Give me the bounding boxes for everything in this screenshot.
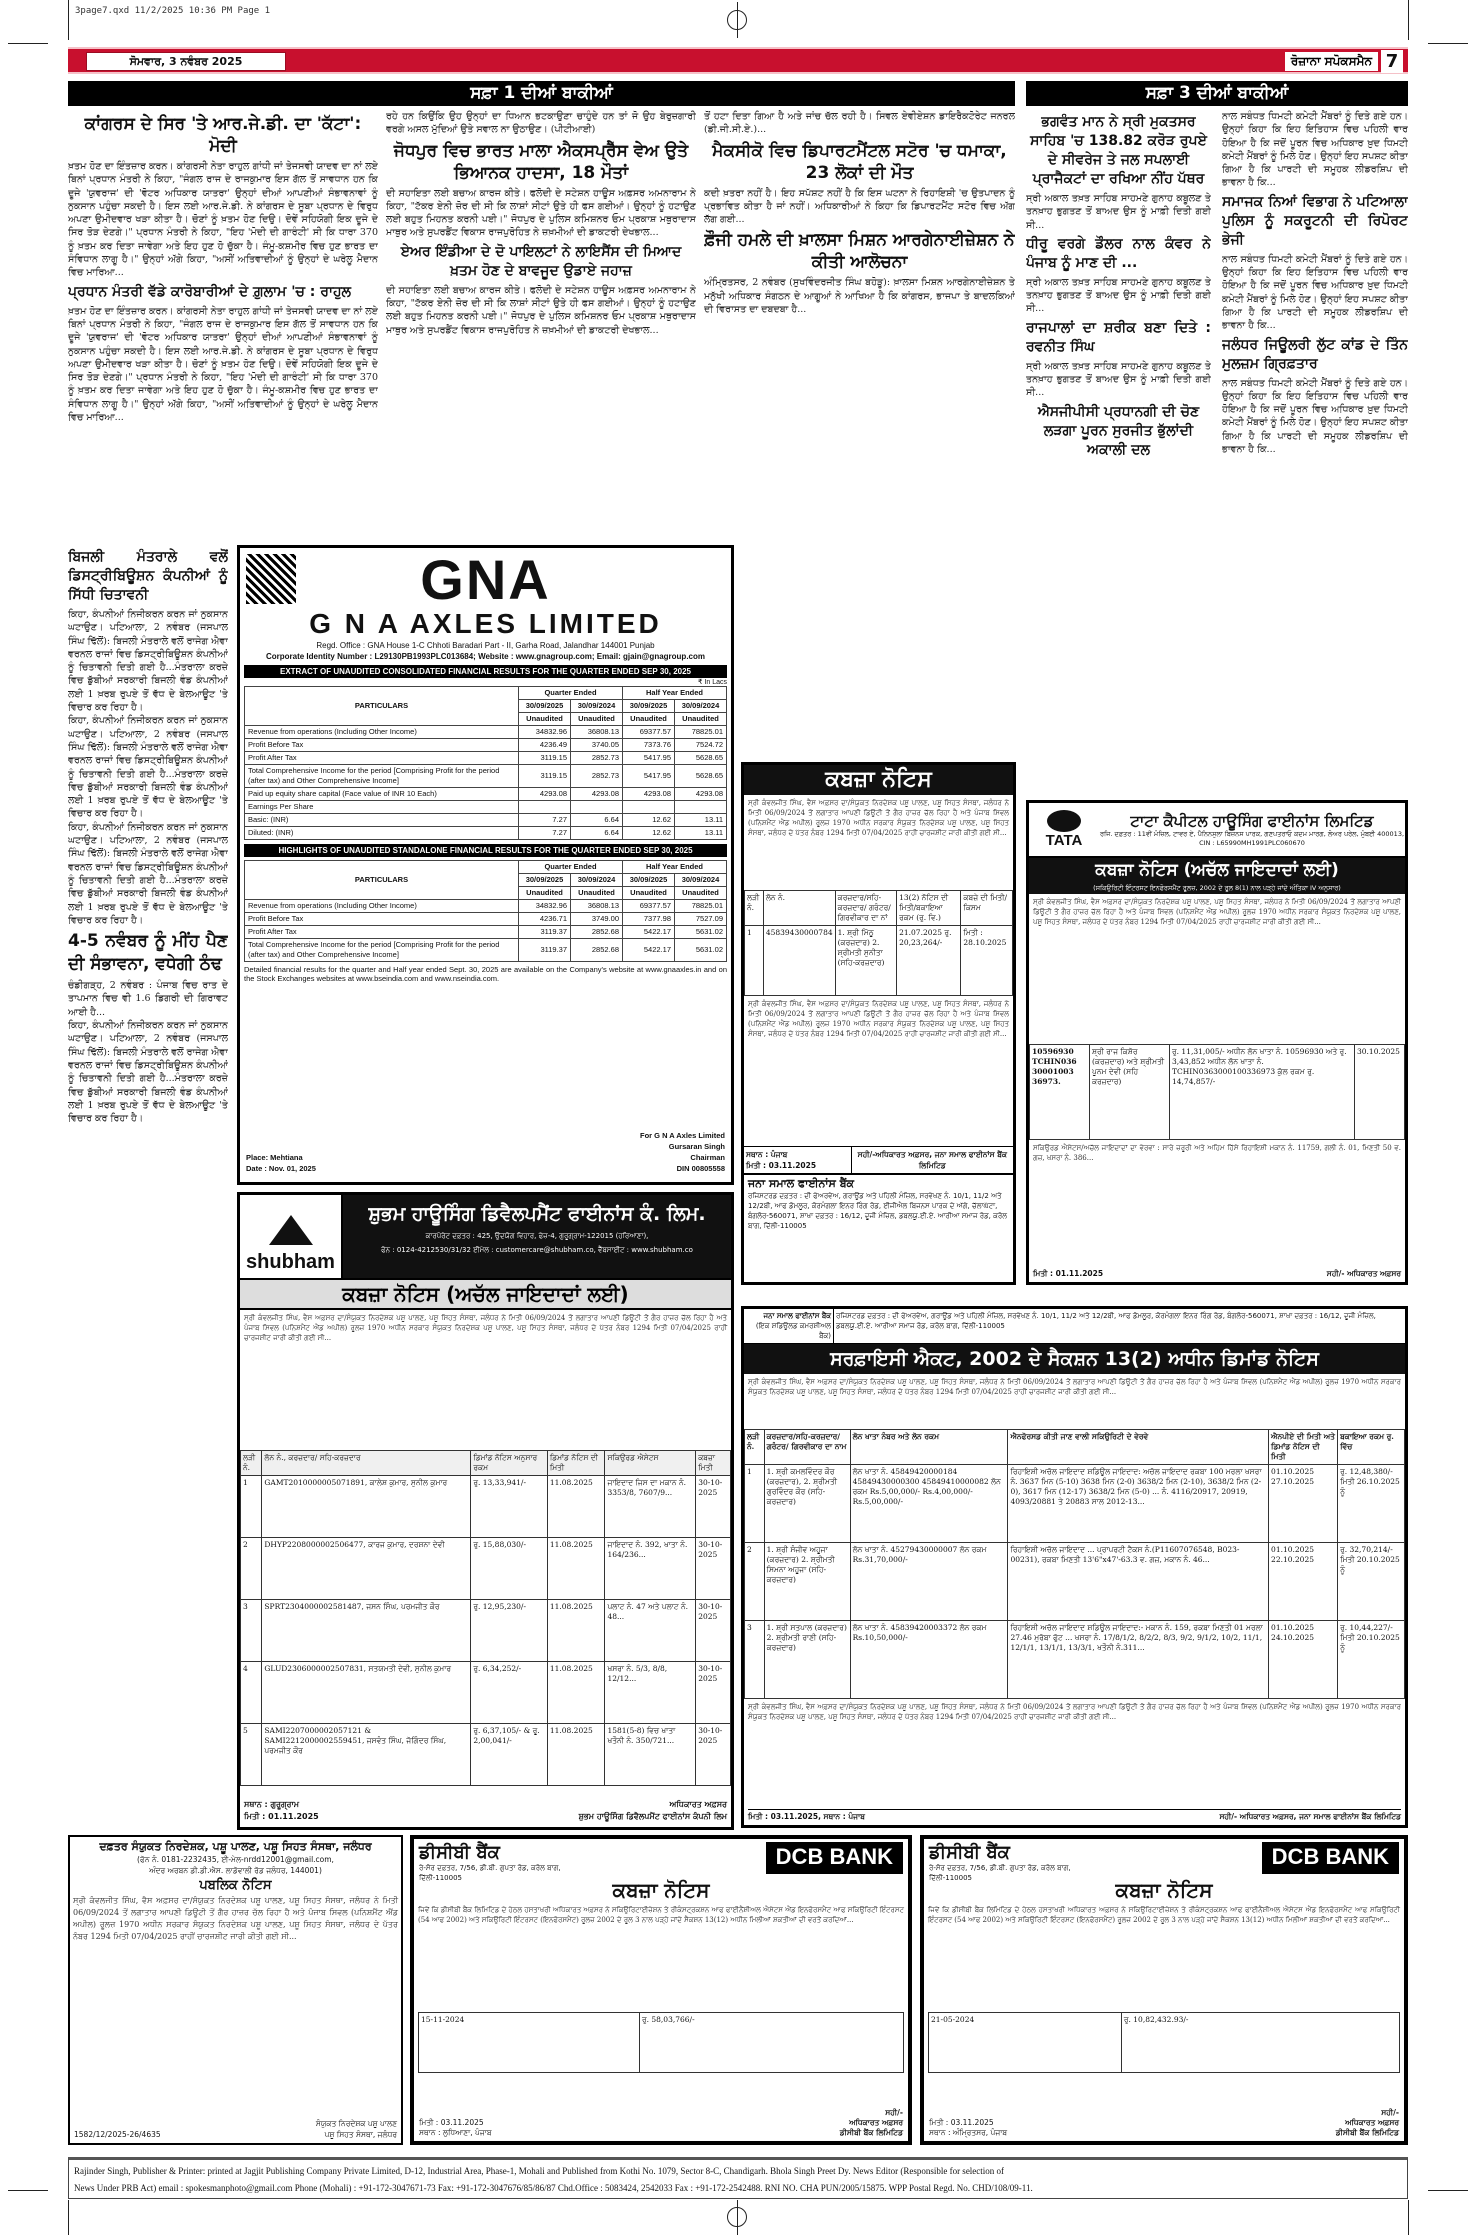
- article-body: ਨਾਲ ਸਬੰਧਤ ਧਿਮਟੀ ਕਮੇਟੀ ਮੈਂਬਰਾਂ ਨੂੰ ਦਿਤੇ ਗਏ ਹਨ। ਉਨ੍ਹਾਂ ਕਿਹਾ ਕਿ ਇਹ ਇਤਿਹਾਸ ਵਿਚ ਪਹਿਲੀ ਵਾਰ ਹੋਇਆ ਹੈ ਕਿ ਜਦੋਂ ਪੂਰਨ ਵਿਚ ਅਧਿਕਾਰ ਖ਼ੁਦ ਧਿਮਟੀ ਕਮੇਟੀ ਮੈਂਬਰਾਂ ਨੂੰ ਮਿਲੇ ਹੋਣ। ਉਨ੍ਹਾਂ ਇਹ ਸਪਸ਼ਟ ਕੀਤਾ ਗਿਆ ਹੈ ਕਿ ਪਾਰਟੀ ਦੀ ਸਮੂਹਕ ਲੀਡਰਸ਼ਿਪ ਦੀ ਭਾਵਨਾ ਹੈ ਕਿ...: [1222, 253, 1408, 332]
- table-row: 3 1. ਸ਼੍ਰੀ ਸਤਪਾਲ (ਕਰਜ਼ਦਾਰ) 2. ਸ਼੍ਰੀਮਤੀ ਰਾਣੀ (ਸਹਿ-ਕਰਜ਼ਦਾਰ) ਲੋਨ ਖਾਤਾ ਨੰ. 45839420003372 ਲੋਨ ਰਕਮ Rs.10,50,000/- ਰਿਹਾਇਸ਼ੀ ਅਚੱਲ ਜਾਇਦਾਦ ਸ਼ਡਿਊਲ ਜਾਇਦਾਦ:- ਮਕਾਨ ਨੰ. 159, ਰਕਬਾ ਮਿਣਤੀ 01 ਮਰਲਾ 27.46 ਮੁਰੱਬਾ ਫੁੱਟ ... ਖਸਰਾ ਨੰ. 17/8/1/2, 8/2/2, 8/3, 9/2, 9/1/2, 10/2, 11/1, 12/1/1, 13/1/1, 13/3/1, ਖਤੌਨੀ ਨੰ.311... 01.10.2025 24.10.2025 ਰੁ. 10,44,227/- ਮਿਤੀ 20.10.2025 ਨੂੰ: [745, 1621, 1405, 1699]
- article-body: ਦੀ ਸਹਾਇਤਾ ਲਈ ਬਚਾਅ ਕਾਰਜ ਕੀਤੇ। ਫਲੋਦੀ ਦੇ ਸਟੇਸ਼ਨ ਹਾਊਸ ਅਫ਼ਸਰ ਅਮਨਾਰਾਮ ਨੇ ਕਿਹਾ, "ਟੱਕਰ ਏਨੀ ਜ਼ੋਰ ਦੀ ਸੀ ਕਿ ਲਾਸ਼ਾਂ ਸੀਟਾਂ ਉਤੇ ਹੀ ਫਸ ਗਈਆਂ। ਉਨ੍ਹਾਂ ਨੂੰ ਹਟਾਉਣ ਲਈ ਬਹੁਤ ਮਿਹਨਤ ਕਰਨੀ ਪਈ।" ਜੋਧਪੁਰ ਦੇ ਪੁਲਿਸ ਕਮਿਸ਼ਨਰ ਓਮ ਪ੍ਰਕਾਸ਼ ਮਥੁਰਾਦਾਸ ਮਾਥੁਰ ਅਤੇ ਸੁਪਰਡੈਂਟ ਵਿਕਾਸ ਰਾਜਪੁਰੋਹਿਤ ਨੇ ਜ਼ਖ਼ਮੀਆਂ ਦੀ ਡਾਕਟਰੀ ਦੇਖਭਾਲ...: [386, 284, 696, 336]
- table-row: Paid up equity share capital (Face value of INR 10 Each) 4293.08 4293.08 4293.08 4293.08: [245, 788, 727, 801]
- printer-slug: 3page7.qxd 11/2/2025 10:36 PM Page 1: [75, 6, 271, 16]
- office-header: ਦਫ਼ਤਰ ਸੰਯੁਕਤ ਨਿਰਦੇਸ਼ਕ, ਪਸ਼ੂ ਪਾਲਣ, ਪਸ਼ੂ ਸਿਹਤ ਸੰਸਥਾ, ਜਲੰਧਰ: [99, 1840, 372, 1853]
- crop-mark: [8, 2190, 48, 2191]
- possession-table: 15-11-2024 ਰੁ. 58,03,766/-: [418, 2012, 904, 2073]
- dcb-notice-2: ਡੀਸੀਬੀ ਬੈਂਕ ਰੇ-ਸੋਰ ਦਫ਼ਤਰ, 7/56, ਡੀ.ਬੀ. ਗੁਪਤਾ ਰੋਡ, ਕਰੋਲ ਬਾਗ, ਦਿੱਲੀ-110005 DCB BANK ਕਬਜ਼ਾ ਨੋਟਿਸ ਜਿਵੇਂ ਕਿ ਡੀਸੀਬੀ ਬੈਂਕ ਲਿਮਿਟਿਡ ਦੇ ਹੇਠਲ ਹਸਤਾਖਰੀ ਅਧਿਕਾਰਤ ਅਫ਼ਸਰ ਨੇ ਸਕਿਉਰਿਟਾਈਜ਼ੇਸ਼ਨ ਤੇ ਰੀਕੰਸਟ੍ਰਕਸ਼ਨ ਆਫ ਫਾਈਨੈਂਸ਼ੀਅਲ ਐਸੇਟਸ ਐਂਡ ਇਨਫੋਰਸਮੈਂਟ ਆਫ ਸਕਿਉਰਿਟੀ ਇੰਟਰਸਟ (54 ਆਫ 2002) ਅਤੇ ਸਕਿਉਰਿਟੀ ਇੰਟਰਸਟ (ਇਨਫੋਰਸਮੈਂਟ) ਰੂਲਜ਼ 2002 ਦੇ ਰੂਲ 3 ਨਾਲ ਪੜ੍ਹੇ ਜਾਂਦੇ ਸੈਕਸ਼ਨ 13(12) ਅਧੀਨ ਮਿਲੀਆਂ ਸ਼ਕਤੀਆਂ ਦੀ ਵਰਤੋਂ ਕਰਦਿਆਂ... 21-05-2024 ਰੁ. 10,82,432.93/- ਮਿਤੀ : 03.11.2025 ਸਥਾਨ : ਅੰਮ੍ਰਿਤਸਰ, ਪੰਜਾਬ ਸਹੀ/- ਅਧਿਕਾਰਤ ਅਫ਼ਸਰ ਡੀਸੀਬੀ ਬੈਂਕ ਲਿਮਿਟਿਡ: [920, 1835, 1408, 2145]
- table-row: 1 GAMT2010000005071891, ਕਾਲੇਸ਼ ਕੁਮਾਰ, ਸੁਨੀਲ ਕੁਮਾਰ ਰੁ. 13,33,941/- 11.08.2025 ਜਾਇਦਾਦ ਜਿਸ ਦਾ ਮਕਾਨ ਨੰ. 3353/8, 7607/9... 30-10-2025: [241, 1476, 731, 1538]
- tata-capital-ad: [1026, 800, 1408, 1285]
- page-number: 7: [1381, 50, 1403, 73]
- notice-body: ਸ੍ਰੀ ਕੰਵਲਜੀਤ ਸਿੰਘ, ਵੈਸ ਅਫ਼ਸਰ ਦਾ/ਸੰਯੁਕਤ ਨਿਰਦੇਸ਼ਕ ਪਸ਼ੂ ਪਾਲਣ, ਪਸ਼ੂ ਸਿਹਤ ਸੰਸਥਾ, ਜਲੰਧਰ ਨੇ ਮਿਤੀ 06/09/2024 ਤੋਂ ਲਗਾਤਾਰ ਆਪਣੀ ਡਿਊਟੀ ਤੋਂ ਗੈਰ ਹਾਜ਼ਰ ਚੱਲ ਰਿਹਾ ਹੈ ਅਤੇ ਪੰਜਾਬ ਸਿਵਲ (ਪਨਿਸ਼ਮੈਂਟ ਐਂਡ ਅਪੀਲ) ਰੂਲਜ਼ 1970 ਅਧੀਨ ਸਰਕਾਰ ਸੰਯੁਕਤ ਨਿਰਦੇਸ਼ਕ ਪਸ਼ੂ ਪਾਲਣ, ਪਸ਼ੂ ਸਿਹਤ ਸੰਸਥਾ, ਜਲੰਧਰ ਦੇ ਪੱਤਰ ਨੰਬਰ 1294 ਮਿਤੀ 07/04/2025 ਰਾਹੀਂ ਚਾਰਜਸ਼ੀਟ ਜਾਰੀ ਕੀਤੀ ਗਈ ਸੀ...: [73, 1896, 398, 1941]
- issue-date: ਸੋਮਵਾਰ, 3 ਨਵੰਬਰ 2025: [86, 52, 286, 71]
- crop-mark: [1428, 2190, 1468, 2191]
- regd-office: Regd. Office : GNA House 1-C Chhoti Baradari Part - II, Garha Road, Jalandhar 144001 Punjab: [316, 641, 655, 650]
- table-row: 2 1. ਸ਼੍ਰੀ ਸੰਜੀਵ ਅਹੂਜਾ (ਕਰਜ਼ਦਾਰ) 2. ਸ਼੍ਰੀਮਤੀ ਸਿਮਨਾ ਅਹੂਜਾ (ਸਹਿ-ਕਰਜ਼ਦਾਰ) ਲੋਨ ਖਾਤਾ ਨੰ. 45279430000007 ਲੋਨ ਰਕਮ Rs.31,70,000/- ਰਿਹਾਇਸ਼ੀ ਅਚੱਲ ਜਾਇਦਾਦ ... ਪ੍ਰਾਪਰਟੀ ਟੈਕਸ ਨੰ.(P11607076548, B023-00231), ਰਕਬਾ ਮਿਣਤੀ 13'6"x47'-63.3 ਵ. ਗਜ਼, ਮਕਾਨ ਨੰ. 46... 01.10.2025 22.10.2025 ਰੁ. 32,70,214/- ਮਿਤੀ 20.10.2025 ਨੂੰ: [745, 1543, 1405, 1621]
- registration-mark: [727, 2207, 747, 2227]
- notice-title: ਕਬਜ਼ਾ ਨੋਟਿਸ (ਅਚੱਲ ਜਾਇਦਾਦਾਂ ਲਈ): [240, 1280, 731, 1310]
- shubham-housing-ad: shubham ਸ਼ੁਭਮ ਹਾਊਸਿੰਗ ਡਿਵੈਲਪਮੈਂਟ ਫਾਈਨਾਂਸ ਕੰ. ਲਿਮ. ਕਾਰਪੋਰੇਟ ਦਫ਼ਤਰ : 425, ਉਦਯੋਗ ਵਿਹਾਰ, ਫੇਜ਼-4, ਗੁਰੂਗ੍ਰਾਮ-122015 (ਹਰਿਆਣਾ), ਫੋਨ : 0124-4212530/31/32 ਈਮੇਲ : customercare@shubham.co, ਵੈੱਬਸਾਈਟ : www.shubham.co ਕਬਜ਼ਾ ਨੋਟਿਸ (ਅਚੱਲ ਜਾਇਦਾਦਾਂ ਲਈ) ਸ੍ਰੀ ਕੰਵਲਜੀਤ ਸਿੰਘ, ਵੈਸ ਅਫ਼ਸਰ ਦਾ/ਸੰਯੁਕਤ ਨਿਰਦੇਸ਼ਕ ਪਸ਼ੂ ਪਾਲਣ, ਪਸ਼ੂ ਸਿਹਤ ਸੰਸਥਾ, ਜਲੰਧਰ ਨੇ ਮਿਤੀ 06/09/2024 ਤੋਂ ਲਗਾਤਾਰ ਆਪਣੀ ਡਿਊਟੀ ਤੋਂ ਗੈਰ ਹਾਜ਼ਰ ਚੱਲ ਰਿਹਾ ਹੈ ਅਤੇ ਪੰਜਾਬ ਸਿਵਲ (ਪਨਿਸ਼ਮੈਂਟ ਐਂਡ ਅਪੀਲ) ਰੂਲਜ਼ 1970 ਅਧੀਨ ਸਰਕਾਰ ਸੰਯੁਕਤ ਨਿਰਦੇਸ਼ਕ ਪਸ਼ੂ ਪਾਲਣ, ਪਸ਼ੂ ਸਿਹਤ ਸੰਸਥਾ, ਜਲੰਧਰ ਦੇ ਪੱਤਰ ਨੰਬਰ 1294 ਮਿਤੀ 07/04/2025 ਰਾਹੀਂ ਚਾਰਜਸ਼ੀਟ ਜਾਰੀ ਕੀਤੀ ਗਈ ਸੀ... ਲੜੀ ਨੰ. ਲੋਨ ਨੰ., ਕਰਜ਼ਦਾਰ/ ਸਹਿ-ਕਰਜ਼ਦਾਰ ਡਿਮਾਂਡ ਨੋਟਿਸ ਅਨੁਸਾਰ ਰਕਮ ਡਿਮਾਂਡ ਨੋਟਿਸ ਦੀ ਮਿਤੀ ਸਕਿਉਰਡ ਐਸੇਟਸ ਕਬਜ਼ਾ ਮਿਤੀ 1 GAMT2010000005071891, ਕਾਲੇਸ਼ ਕੁਮਾਰ, ਸੁਨੀਲ ਕੁਮਾਰ ਰੁ. 13,33,941/- 11.08.2025 ਜਾਇਦਾਦ ਜਿਸ ਦਾ ਮਕਾਨ ਨੰ. 3353/8, 7607/9... 30-10-2025 2 DHYP2208000002506477, ਕਾਰਜ ਕੁਮਾਰ, ਦਰਸ਼ਨਾ ਦੇਵੀ ਰੁ. 15,88,030/- 11.08.2025 ਜਾਇਦਾਦ ਨੰ. 392, ਖਾਤਾ ਨੰ. 164/236... 30-10-2025 3 SPRT2304000002581487, ਜਸਨ ਸਿੰਘ, ਪਰਮਜੀਤ ਕੌਰ ਰੁ. 12,95,230/- 11.08.2025 ਪਲਾਟ ਨੰ. 47 ਅਤੇ ਪਲਾਟ ਨੰ. 48... 30-10-2025 4 GLUD2306000002507831, ਸਤਯਮਤੀ ਦੇਵੀ, ਸੁਨੀਲ ਕੁਮਾਰ ਰੁ. 6,34,252/- 11.08.2025 ਖਸਰਾ ਨੰ. 5/3, 8/8, 12/12... 30-10-2025 5 SAMI2207000002057121 & SAMI2212000002559451, ਜਸਵੰਤ ਸਿੰਘ, ਜੋਗਿੰਦਰ ਸਿੰਘ, ਪਰਮਜੀਤ ਕੌਰ ਰੁ. 6,37,105/- & ਰੂ. 2,00,041/- 11.08.2025 1581(5-8) ਵਿਚ ਖਾਤਾ ਖਤੌਨੀ ਨੰ. 350/721... 30-10-2025 ਸਥਾਨ : ਗੁਰੂਗ੍ਰਾਮ ਮਿਤੀ : 01.11.2025 ਅਧਿਕਾਰਤ ਅਫ਼ਸਰ ਸ਼ੁਭਮ ਹਾਊਸਿੰਗ ਡਿਵੈਲਪਮੈਂਟ ਫਾਈਨਾਂਸ ਕੰਪਨੀ ਲਿਮ: [237, 1192, 734, 1830]
- registration-mark: [727, 10, 747, 30]
- crop-mark: [68, 0, 69, 40]
- article-body: ਕਿਹਾ, ਕੰਪਨੀਆਂ ਨਿਜੀਕਰਨ ਕਰਨ ਜਾਂ ਨੁਕਸਾਨ ਘਟਾਉਣ। ਪਟਿਆਲਾ, 2 ਨਵੰਬਰ (ਜਸਪਾਲ ਸਿੰਘ ਢਿੱਲੋਂ): ਬਿਜਲੀ ਮੰਤਰਾਲੇ ਵਲੋਂ ਰਾਜੇਗ ਐਵਾ ਵਰਨਲ ਰਾਜਾਂ ਵਿਚ ਡਿਸਟ੍ਰੀਬਿਊਸ਼ਨ ਕੰਪਨੀਆਂ ਨੂੰ ਚਿਤਾਵਨੀ ਦਿਤੀ ਗਈ ਹੈ...ਮੰਤਰਾਲਾ ਕਰਜ਼ੇ ਵਿਚ ਡੁੱਬੀਆਂ ਸਰਕਾਰੀ ਬਿਜਲੀ ਵੰਡ ਕੰਪਨੀਆਂ ਲਈ 1 ਖ਼ਰਬ ਰੁਪਏ ਤੋਂ ਵੱਧ ਦੇ ਬੇਲਆਊਟ 'ਤੇ ਵਿਚਾਰ ਕਰ ਰਿਹਾ ਹੈ।: [68, 715, 228, 820]
- article-body: ਕਿਹਾ, ਕੰਪਨੀਆਂ ਨਿਜੀਕਰਨ ਕਰਨ ਜਾਂ ਨੁਕਸਾਨ ਘਟਾਉਣ। ਪਟਿਆਲਾ, 2 ਨਵੰਬਰ (ਜਸਪਾਲ ਸਿੰਘ ਢਿੱਲੋਂ): ਬਿਜਲੀ ਮੰਤਰਾਲੇ ਵਲੋਂ ਰਾਜੇਗ ਐਵਾ ਵਰਨਲ ਰਾਜਾਂ ਵਿਚ ਡਿਸਟ੍ਰੀਬਿਊਸ਼ਨ ਕੰਪਨੀਆਂ ਨੂੰ ਚਿਤਾਵਨੀ ਦਿਤੀ ਗਈ ਹੈ...ਮੰਤਰਾਲਾ ਕਰਜ਼ੇ ਵਿਚ ਡੁੱਬੀਆਂ ਸਰਕਾਰੀ ਬਿਜਲੀ ਵੰਡ ਕੰਪਨੀਆਂ ਲਈ 1 ਖ਼ਰਬ ਰੁਪਏ ਤੋਂ ਵੱਧ ਦੇ ਬੇਲਆਊਟ 'ਤੇ ਵਿਚਾਰ ਕਰ ਰਿਹਾ ਹੈ।: [68, 609, 228, 714]
- bank-address: ਰੇ-ਸੋਰ ਦਫ਼ਤਰ, 7/56, ਡੀ.ਬੀ. ਗੁਪਤਾ ਰੋਡ, ਕਰੋਲ ਬਾਗ, ਦਿੱਲੀ-110005: [929, 1864, 1071, 1882]
- notice-body: ਸ੍ਰੀ ਕੰਵਲਜੀਤ ਸਿੰਘ, ਵੈਸ ਅਫ਼ਸਰ ਦਾ/ਸੰਯੁਕਤ ਨਿਰਦੇਸ਼ਕ ਪਸ਼ੂ ਪਾਲਣ, ਪਸ਼ੂ ਸਿਹਤ ਸੰਸਥਾ, ਜਲੰਧਰ ਨੇ ਮਿਤੀ 06/09/2024 ਤੋਂ ਲਗਾਤਾਰ ਆਪਣੀ ਡਿਊਟੀ ਤੋਂ ਗੈਰ ਹਾਜ਼ਰ ਚੱਲ ਰਿਹਾ ਹੈ ਅਤੇ ਪੰਜਾਬ ਸਿਵਲ (ਪਨਿਸ਼ਮੈਂਟ ਐਂਡ ਅਪੀਲ) ਰੂਲਜ਼ 1970 ਅਧੀਨ ਸਰਕਾਰ ਸੰਯੁਕਤ ਨਿਰਦੇਸ਼ਕ ਪਸ਼ੂ ਪਾਲਣ, ਪਸ਼ੂ ਸਿਹਤ ਸੰਸਥਾ, ਜਲੰਧਰ ਦੇ ਪੱਤਰ ਨੰਬਰ 1294 ਮਿਤੀ 07/04/2025 ਰਾਹੀਂ ਚਾਰਜਸ਼ੀਟ ਜਾਰੀ ਕੀਤੀ ਗਈ ਸੀ...: [1033, 898, 1401, 926]
- notice-title: ਕਬਜ਼ਾ ਨੋਟਿਸ: [744, 765, 1013, 795]
- company-name: ਟਾਟਾ ਕੈਪੀਟਲ ਹਾਊਸਿੰਗ ਫਾਈਨਾਂਸ ਲਿਮਟਿਡ: [1130, 811, 1374, 830]
- bank-name: ਡੀਸੀਬੀ ਬੈਂਕ: [929, 1842, 1010, 1863]
- notice-title: ਕਬਜ਼ਾ ਨੋਟਿਸ: [1115, 1878, 1213, 1902]
- unit-label: ₹ In Lacs: [698, 679, 727, 686]
- date: ਮਿਤੀ : 01.11.2025: [1033, 1269, 1104, 1278]
- table-row: Revenue from operations (Including Other Income) 34832.96 36808.13 69377.57 78825.01: [245, 726, 727, 739]
- section-band-right: ਸਫ਼ਾ 3 ਦੀਆਂ ਬਾਕੀਆਂ: [1026, 81, 1408, 106]
- bank-address: ਰੇ-ਸੋਰ ਦਫ਼ਤਰ, 7/56, ਡੀ.ਬੀ. ਗੁਪਤਾ ਰੋਡ, ਕਰੋਲ ਬਾਗ, ਦਿੱਲੀ-110005: [419, 1864, 561, 1882]
- cin: Corporate Identity Number : L29130PB1993PLC013684; Website : www.gnagroup.com; Email: gjain@gnagroup.com: [265, 652, 705, 661]
- gna-logo: GNA: [420, 548, 551, 611]
- notice-title: ਪਬਲਿਕ ਨੋਟਿਸ: [199, 1878, 272, 1893]
- imprint-line-1: Rajinder Singh, Publisher & Printer: printed at Jagjit Publishing Company Private Limited, D-12, Industrial Area, Phase-1, Mohali and Published from Kothi No. 1079, Sector 8-C, Chandigarh. Bhola Singh Preet Dy. News Editor (Responsible for selection of: [74, 2166, 1005, 2176]
- crop-mark: [68, 2200, 69, 2235]
- tata-logo-icon: [1047, 810, 1081, 832]
- consolidated-title: EXTRACT OF UNAUDITED CONSOLIDATED FINANCIAL RESULTS FOR THE QUARTER ENDED SEP 30, 2025: [244, 665, 727, 678]
- company-name: ਸ਼ੁਭਮ ਹਾਊਸਿੰਗ ਡਿਵੈਲਪਮੈਂਟ ਫਾਈਨਾਂਸ ਕੰ. ਲਿਮ.: [368, 1203, 706, 1225]
- article-column-3: [704, 110, 1015, 540]
- subheadline: ਜਲੰਧਰ ਜਿਊਲਰੀ ਲੁੱਟ ਕਾਂਡ ਦੇ ਤਿੰਨ ਮੁਲਜ਼ਮ ਗ੍ਰਿਫ਼ਤਾਰ: [1222, 336, 1408, 372]
- signatory: For G N A Axles Limited Gursaran Singh Chairman DIN 00805558: [639, 1131, 725, 1173]
- notice-title: ਕਬਜ਼ਾ ਨੋਟਿਸ: [612, 1878, 710, 1902]
- subheadline: ਪ੍ਰਧਾਨ ਮੰਤਰੀ ਵੱਡੇ ਕਾਰੋਬਾਰੀਆਂ ਦੇ ਗ਼ੁਲਾਮ 'ਚ : ਰਾਹੁਲ: [68, 283, 352, 300]
- table-row: Profit After Tax 3119.15 2852.73 5417.95 5628.65: [245, 752, 727, 765]
- bank-name: ਜਨਾ ਸਮਾਲ ਫਾਈਨਾਂਸ ਬੈਂਕ: [748, 1177, 855, 1190]
- table-row: 3 SPRT2304000002581487, ਜਸਨ ਸਿੰਘ, ਪਰਮਜੀਤ ਕੌਰ ਰੁ. 12,95,230/- 11.08.2025 ਪਲਾਟ ਨੰ. 47 ਅਤੇ ਪਲਾਟ ਨੰ. 48... 30-10-2025: [241, 1600, 731, 1662]
- table-row: Profit Before Tax 4236.49 3740.05 7373.76 7524.72: [245, 739, 727, 752]
- subheadline: ਸਮਾਜਕ ਨਿਆਂ ਵਿਭਾਗ ਨੇ ਪਟਿਆਲਾ ਪੁਲਿਸ ਨੂੰ ਸਕਰੂਟਨੀ ਦੀ ਰਿਪੋਰਟ ਭੇਜੀ: [1222, 193, 1408, 248]
- notice-body: ਜਿਵੇਂ ਕਿ ਡੀਸੀਬੀ ਬੈਂਕ ਲਿਮਿਟਿਡ ਦੇ ਹੇਠਲ ਹਸਤਾਖਰੀ ਅਧਿਕਾਰਤ ਅਫ਼ਸਰ ਨੇ ਸਕਿਉਰਿਟਾਈਜ਼ੇਸ਼ਨ ਤੇ ਰੀਕੰਸਟ੍ਰਕਸ਼ਨ ਆਫ ਫਾਈਨੈਂਸ਼ੀਅਲ ਐਸੇਟਸ ਐਂਡ ਇਨਫੋਰਸਮੈਂਟ ਆਫ ਸਕਿਉਰਿਟੀ ਇੰਟਰਸਟ (54 ਆਫ 2002) ਅਤੇ ਸਕਿਉਰਿਟੀ ਇੰਟਰਸਟ (ਇਨਫੋਰਸਮੈਂਟ) ਰੂਲਜ਼ 2002 ਦੇ ਰੂਲ 3 ਨਾਲ ਪੜ੍ਹੇ ਜਾਂਦੇ ਸੈਕਸ਼ਨ 13(12) ਅਧੀਨ ਮਿਲੀਆਂ ਸ਼ਕਤੀਆਂ ਦੀ ਵਰਤੋਂ ਕਰਦਿਆਂ...: [928, 1906, 1400, 1924]
- subheadline: ਧੀਰੂ ਵਰਗੇ ਡੌਲਰ ਨਾਲ ਕੰਵਰ ਨੇ ਪੰਜਾਬ ਨੂੰ ਮਾਣ ਦੀ ...: [1026, 235, 1211, 271]
- signatory: ਸਹੀ/- ਅਧਿਕਾਰਤ ਅਫ਼ਸਰ, ਜਨਾ ਸਮਾਲ ਫਾਈਨਾਂਸ ਬੈਂਕ ਲਿਮਿਟਿਡ: [1219, 1812, 1401, 1821]
- dcb-logo: DCB BANK: [1262, 1842, 1399, 1874]
- dcb-logo: DCB BANK: [766, 1842, 903, 1874]
- notice-footer-body: ਸ੍ਰੀ ਕੰਵਲਜੀਤ ਸਿੰਘ, ਵੈਸ ਅਫ਼ਸਰ ਦਾ/ਸੰਯੁਕਤ ਨਿਰਦੇਸ਼ਕ ਪਸ਼ੂ ਪਾਲਣ, ਪਸ਼ੂ ਸਿਹਤ ਸੰਸਥਾ, ਜਲੰਧਰ ਨੇ ਮਿਤੀ 06/09/2024 ਤੋਂ ਲਗਾਤਾਰ ਆਪਣੀ ਡਿਊਟੀ ਤੋਂ ਗੈਰ ਹਾਜ਼ਰ ਚੱਲ ਰਿਹਾ ਹੈ ਅਤੇ ਪੰਜਾਬ ਸਿਵਲ (ਪਨਿਸ਼ਮੈਂਟ ਐਂਡ ਅਪੀਲ) ਰੂਲਜ਼ 1970 ਅਧੀਨ ਸਰਕਾਰ ਸੰਯੁਕਤ ਨਿਰਦੇਸ਼ਕ ਪਸ਼ੂ ਪਾਲਣ, ਪਸ਼ੂ ਸਿਹਤ ਸੰਸਥਾ, ਜਲੰਧਰ ਦੇ ਪੱਤਰ ਨੰਬਰ 1294 ਮਿਤੀ 07/04/2025 ਰਾਹੀਂ ਚਾਰਜਸ਼ੀਟ ਜਾਰੀ ਕੀਤੀ ਗਈ ਸੀ...: [748, 1703, 1401, 1721]
- table-row: 1 1. ਸ਼੍ਰੀ ਕਮਲਵਿੰਦਰ ਕੌਰ (ਕਰਜ਼ਦਾਰ), 2. ਸ਼੍ਰੀਮਤੀ ਗੁਰਵਿੰਦਰ ਕੌਰ (ਸਹਿ-ਕਰਜ਼ਦਾਰ) ਲੋਨ ਖਾਤਾ ਨੰ. 45849420000184 45849430000300 45849410000082 ਲੋਨ ਰਕਮ Rs.5,00,000/- Rs.4,00,000/- Rs.5,00,000/- ਰਿਹਾਇਸ਼ੀ ਅਚੱਲ ਜਾਇਦਾਦ ਸ਼ਡਿਊਲ ਜਾਇਦਾਦ: ਅਚੱਲ ਜਾਇਦਾਦ ਰਕਬਾ 100 ਮਰਲਾ ਖਸਰਾ ਨੰ. 3637 ਮਿਨ (5-10) 3638 ਮਿਨ (2-0) 3638/2 ਮਿਨ (2-10), 3638/2 ਮਿਨ (2-0), 3617 ਮਿਨ (12-17) 3638/2 ਮਿਨ (5-0) ... ਨੰ. 4116/20917, 20919, 4093/20881 ਤੇ 20883 ਸਾਲ 2012-13... 01.10.2025 27.10.2025 ਰੁ. 12,48,380/- ਮਿਤੀ 26.10.2025 ਨੂੰ: [745, 1465, 1405, 1543]
- table-row: Total Comprehensive Income for the period [Comprising Profit for the period (after tax) and Other Comprehensive Income] 3119.15 2852.73 5417.95 5628.65: [245, 765, 727, 788]
- notice-title: ਸਰਫ਼ਾਇਸੀ ਐਕਟ, 2002 ਦੇ ਸੈਕਸ਼ਨ 13(2) ਅਧੀਨ ਡਿਮਾਂਡ ਨੋਟਿਸ: [744, 1344, 1405, 1374]
- article-body: ਅੰਮ੍ਰਿਤਸਰ, 2 ਨਵੰਬਰ (ਸੁਖਵਿੰਦਰਜੀਤ ਸਿੰਘ ਬਹੋੜੂ): ਖ਼ਾਲਸਾ ਮਿਸ਼ਨ ਆਰਗੇਨਾਈਜ਼ੇਸ਼ਨ ਤੇ ਮਨੁੱਖੀ ਅਧਿਕਾਰ ਸੰਗਠਨ ਦੇ ਆਗੂਆਂ ਨੇ ਆਖਿਆ ਹੈ ਕਿ ਕਾਂਗਰਸ, ਭਾਜਪਾ ਤੇ ਬਾਦਲਕਿਆਂ ਦੀ ਵਿਰਾਸਤ ਦਾ ਦਬਦਬਾ ਹੈ...: [704, 277, 1015, 316]
- headline: ਬਿਜਲੀ ਮੰਤਰਾਲੇ ਵਲੋਂ ਡਿਸਟ੍ਰੀਬਿਊਸ਼ਨ ਕੰਪਨੀਆਂ ਨੂੰ ਸਿੱਧੀ ਚਿਤਾਵਨੀ: [68, 549, 228, 603]
- article-body: ਰਹੇ ਹਨ ਕਿਉਂਕਿ ਉਹ ਉਨ੍ਹਾਂ ਦਾ ਧਿਆਨ ਭਟਕਾਉਣਾ ਚਾਹੁੰਦੇ ਹਨ ਤਾਂ ਜੋ ਉਹ ਬੇਰੁਜ਼ਗਾਰੀ ਵਰਗੇ ਅਸਲ ਮੁੱਦਿਆਂ ਉਤੇ ਸਵਾਲ ਨਾ ਉਠਾਉਣ। (ਪੀਟੀਆਈ): [386, 111, 696, 136]
- notice-subtitle: (ਸਕਿਉਰਿਟੀ ਇੰਟਰਸਟ ਇਨਫੋਰਸਮੈਂਟ ਰੂਲਜ਼, 2002 ਦੇ ਰੂਲ 8(1) ਨਾਲ ਪੜ੍ਹੇ ਜਾਂਦੇ ਅੰਤਿਕਾ IV ਅਨੁਸਾਰ): [1029, 883, 1405, 894]
- sarfaesi-demand-notice: ਜਨਾ ਸਮਾਲ ਫਾਈਨਾਂਸ ਬੈਂਕ (ਇਕ ਸ਼ਡਿਊਲਡ ਕਮਰਸ਼ੀਅਲ ਬੈਂਕ) ਰਜਿਸਟਰਡ ਦਫ਼ਤਰ : ਦੀ ਫੇਅਰਵੇਅ, ਗਰਾਊਂਡ ਅਤੇ ਪਹਿਲੀ ਮੰਜ਼ਿਲ, ਸਰਵੇਖਣ ਨੰ. 10/1, 11/2 ਅਤੇ 12/2ਬੀ, ਆਫ ਡੋਮਲੂਰ, ਕੋਰਮੰਗਲਾ ਇਨਰ ਰਿੰਗ ਰੋਡ, ਬੰਗਲੋਰ-560071, ਸ਼ਾਖਾ ਦਫ਼ਤਰ : 16/12, ਦੂਜੀ ਮੰਜ਼ਿਲ, ਡਬਲਯੂ.ਈ.ਏ. ਆਰੀਆ ਸਮਾਜ ਰੋਡ, ਕਰੋਲ ਬਾਗ, ਦਿੱਲੀ-110005 ਸਰਫ਼ਾਇਸੀ ਐਕਟ, 2002 ਦੇ ਸੈਕਸ਼ਨ 13(2) ਅਧੀਨ ਡਿਮਾਂਡ ਨੋਟਿਸ ਸ੍ਰੀ ਕੰਵਲਜੀਤ ਸਿੰਘ, ਵੈਸ ਅਫ਼ਸਰ ਦਾ/ਸੰਯੁਕਤ ਨਿਰਦੇਸ਼ਕ ਪਸ਼ੂ ਪਾਲਣ, ਪਸ਼ੂ ਸਿਹਤ ਸੰਸਥਾ, ਜਲੰਧਰ ਨੇ ਮਿਤੀ 06/09/2024 ਤੋਂ ਲਗਾਤਾਰ ਆਪਣੀ ਡਿਊਟੀ ਤੋਂ ਗੈਰ ਹਾਜ਼ਰ ਚੱਲ ਰਿਹਾ ਹੈ ਅਤੇ ਪੰਜਾਬ ਸਿਵਲ (ਪਨਿਸ਼ਮੈਂਟ ਐਂਡ ਅਪੀਲ) ਰੂਲਜ਼ 1970 ਅਧੀਨ ਸਰਕਾਰ ਸੰਯੁਕਤ ਨਿਰਦੇਸ਼ਕ ਪਸ਼ੂ ਪਾਲਣ, ਪਸ਼ੂ ਸਿਹਤ ਸੰਸਥਾ, ਜਲੰਧਰ ਦੇ ਪੱਤਰ ਨੰਬਰ 1294 ਮਿਤੀ 07/04/2025 ਰਾਹੀਂ ਚਾਰਜਸ਼ੀਟ ਜਾਰੀ ਕੀਤੀ ਗਈ ਸੀ... ਲੜੀ ਨੰ. ਕਰਜ਼ਦਾਰ/ਸਹਿ-ਕਰਜ਼ਦਾਰ/ਗਰੰਟਰ/ ਗਿਰਵੀਕਾਰ ਦਾ ਨਾਮ ਲੋਨ ਖਾਤਾ ਨੰਬਰ ਅਤੇ ਲੋਨ ਰਕਮ ਐਨਫੋਰਸਡ ਕੀਤੀ ਜਾਣ ਵਾਲੀ ਸਕਿਉਰਿਟੀ ਦੇ ਵੇਰਵੇ ਐਨਪੀਏ ਦੀ ਮਿਤੀ ਅਤੇ ਡਿਮਾਂਡ ਨੋਟਿਸ ਦੀ ਮਿਤੀ ਬਕਾਇਆ ਰਕਮ ਰੁ. ਵਿੱਚ 1 1. ਸ਼੍ਰੀ ਕਮਲਵਿੰਦਰ ਕੌਰ (ਕਰਜ਼ਦਾਰ), 2. ਸ਼੍ਰੀਮਤੀ ਗੁਰਵਿੰਦਰ ਕੌਰ (ਸਹਿ-ਕਰਜ਼ਦਾਰ) ਲੋਨ ਖਾਤਾ ਨੰ. 45849420000184 45849430000300 45849410000082 ਲੋਨ ਰਕਮ Rs.5,00,000/- Rs.4,00,000/- Rs.5,00,000/- ਰਿਹਾਇਸ਼ੀ ਅਚੱਲ ਜਾਇਦਾਦ ਸ਼ਡਿਊਲ ਜਾਇਦਾਦ: ਅਚੱਲ ਜਾਇਦਾਦ ਰਕਬਾ 100 ਮਰਲਾ ਖਸਰਾ ਨੰ. 3637 ਮਿਨ (5-10) 3638 ਮਿਨ (2-0) 3638/2 ਮਿਨ (2-10), 3638/2 ਮਿਨ (2-0), 3617 ਮਿਨ (12-17) 3638/2 ਮਿਨ (5-0) ... ਨੰ. 4116/20917, 20919, 4093/20881 ਤੇ 20883 ਸਾਲ 2012-13... 01.10.2025 27.10.2025 ਰੁ. 12,48,380/- ਮਿਤੀ 26.10.2025 ਨੂੰ 2 1. ਸ਼੍ਰੀ ਸੰਜੀਵ ਅਹੂਜਾ (ਕਰਜ਼ਦਾਰ) 2. ਸ਼੍ਰੀਮਤੀ ਸਿਮਨਾ ਅਹੂਜਾ (ਸਹਿ-ਕਰਜ਼ਦਾਰ) ਲੋਨ ਖਾਤਾ ਨੰ. 45279430000007 ਲੋਨ ਰਕਮ Rs.31,70,000/- ਰਿਹਾਇਸ਼ੀ ਅਚੱਲ ਜਾਇਦਾਦ ... ਪ੍ਰਾਪਰਟੀ ਟੈਕਸ ਨੰ.(P11607076548, B023-00231), ਰਕਬਾ ਮਿਣਤੀ 13'6"x47'-63.3 ਵ. ਗਜ਼, ਮਕਾਨ ਨੰ. 46... 01.10.2025 22.10.2025 ਰੁ. 32,70,214/- ਮਿਤੀ 20.10.2025 ਨੂੰ 3 1. ਸ਼੍ਰੀ ਸਤਪਾਲ (ਕਰਜ਼ਦਾਰ) 2. ਸ਼੍ਰੀਮਤੀ ਰਾਣੀ (ਸਹਿ-ਕਰਜ਼ਦਾਰ) ਲੋਨ ਖਾਤਾ ਨੰ. 45839420003372 ਲੋਨ ਰਕਮ Rs.10,50,000/- ਰਿਹਾਇਸ਼ੀ ਅਚੱਲ ਜਾਇਦਾਦ ਸ਼ਡਿਊਲ ਜਾਇਦਾਦ:- ਮਕਾਨ ਨੰ. 159, ਰਕਬਾ ਮਿਣਤੀ 01 ਮਰਲਾ 27.46 ਮੁਰੱਬਾ ਫੁੱਟ ... ਖਸਰਾ ਨੰ. 17/8/1/2, 8/2/2, 8/3, 9/2, 9/1/2, 10/2, 11/1, 12/1/1, 13/1/1, 13/3/1, ਖਤੌਨੀ ਨੰ.311... 01.10.2025 24.10.2025 ਰੁ. 10,44,227/- ਮਿਤੀ 20.10.2025 ਨੂੰ ਸ੍ਰੀ ਕੰਵਲਜੀਤ ਸਿੰਘ, ਵੈਸ ਅਫ਼ਸਰ ਦਾ/ਸੰਯੁਕਤ ਨਿਰਦੇਸ਼ਕ ਪਸ਼ੂ ਪਾਲਣ, ਪਸ਼ੂ ਸਿਹਤ ਸੰਸਥਾ, ਜਲੰਧਰ ਨੇ ਮਿਤੀ 06/09/2024 ਤੋਂ ਲਗਾਤਾਰ ਆਪਣੀ ਡਿਊਟੀ ਤੋਂ ਗੈਰ ਹਾਜ਼ਰ ਚੱਲ ਰਿਹਾ ਹੈ ਅਤੇ ਪੰਜਾਬ ਸਿਵਲ (ਪਨਿਸ਼ਮੈਂਟ ਐਂਡ ਅਪੀਲ) ਰੂਲਜ਼ 1970 ਅਧੀਨ ਸਰਕਾਰ ਸੰਯੁਕਤ ਨਿਰਦੇਸ਼ਕ ਪਸ਼ੂ ਪਾਲਣ, ਪਸ਼ੂ ਸਿਹਤ ਸੰਸਥਾ, ਜਲੰਧਰ ਦੇ ਪੱਤਰ ਨੰਬਰ 1294 ਮਿਤੀ 07/04/2025 ਰਾਹੀਂ ਚਾਰਜਸ਼ੀਟ ਜਾਰੀ ਕੀਤੀ ਗਈ ਸੀ... ਮਿਤੀ : 03.11.2025, ਸਥਾਨ : ਪੰਜਾਬ ਸਹੀ/- ਅਧਿਕਾਰਤ ਅਫ਼ਸਰ, ਜਨਾ ਸਮਾਲ ਫਾਈਨਾਂਸ ਬੈਂਕ ਲਿਮਿਟਿਡ: [741, 1306, 1408, 1828]
- notice-body: ਸ੍ਰੀ ਕੰਵਲਜੀਤ ਸਿੰਘ, ਵੈਸ ਅਫ਼ਸਰ ਦਾ/ਸੰਯੁਕਤ ਨਿਰਦੇਸ਼ਕ ਪਸ਼ੂ ਪਾਲਣ, ਪਸ਼ੂ ਸਿਹਤ ਸੰਸਥਾ, ਜਲੰਧਰ ਨੇ ਮਿਤੀ 06/09/2024 ਤੋਂ ਲਗਾਤਾਰ ਆਪਣੀ ਡਿਊਟੀ ਤੋਂ ਗੈਰ ਹਾਜ਼ਰ ਚੱਲ ਰਿਹਾ ਹੈ ਅਤੇ ਪੰਜਾਬ ਸਿਵਲ (ਪਨਿਸ਼ਮੈਂਟ ਐਂਡ ਅਪੀਲ) ਰੂਲਜ਼ 1970 ਅਧੀਨ ਸਰਕਾਰ ਸੰਯੁਕਤ ਨਿਰਦੇਸ਼ਕ ਪਸ਼ੂ ਪਾਲਣ, ਪਸ਼ੂ ਸਿਹਤ ਸੰਸਥਾ, ਜਲੰਧਰ ਦੇ ਪੱਤਰ ਨੰਬਰ 1294 ਮਿਤੀ 07/04/2025 ਰਾਹੀਂ ਚਾਰਜਸ਼ੀਟ ਜਾਰੀ ਕੀਤੀ ਗਈ ਸੀ...: [244, 1314, 727, 1342]
- headline: ਮੈਕਸੀਕੋ ਵਿਚ ਡਿਪਾਰਟਮੈਂਟਲ ਸਟੋਰ 'ਚ ਧਮਾਕਾ, 23 ਲੋਕਾਂ ਦੀ ਮੌਤ: [712, 140, 1007, 183]
- imprint-line-2: News Under PRB Act) email : spokesmanphoto@gmail.com Phone (Mohali) : +91-172-3047671-73 Fax: +91-172-3047676/85/86/87 Chd.Office : 5083424, 2542033 Fax : +91-172-2542488. RNI NO. CHA PUN/2005/15875. WPP Postal Regd. No. CHD/108/09-11.: [74, 2183, 1033, 2193]
- notice-title: ਕਬਜ਼ਾ ਨੋਟਿਸ (ਅਚੱਲ ਜਾਇਦਾਦਾਂ ਲਈ): [1029, 858, 1405, 883]
- table-row: 5 SAMI2207000002057121 & SAMI2212000002559451, ਜਸਵੰਤ ਸਿੰਘ, ਜੋਗਿੰਦਰ ਸਿੰਘ, ਪਰਮਜੀਤ ਕੌਰ ਰੁ. 6,37,105/- & ਰੂ. 2,00,041/- 11.08.2025 1581(5-8) ਵਿਚ ਖਾਤਾ ਖਤੌਨੀ ਨੰ. 350/721... 30-10-2025: [241, 1724, 731, 1786]
- headline: ਫ਼ੌਜੀ ਹਮਲੇ ਦੀ ਖ਼ਾਲਸਾ ਮਿਸ਼ਨ ਆਰਗੇਨਾਈਜ਼ੇਸ਼ਨ ਨੇ ਕੀਤੀ ਆਲੋਚਨਾ: [704, 230, 1015, 273]
- imprint-footer: [68, 2157, 1408, 2199]
- section-band-left: ਸਫ਼ਾ 1 ਦੀਆਂ ਬਾਕੀਆਂ: [68, 81, 1015, 106]
- possession-table: ਲੜੀ ਨੰ. ਲੋਨ ਨੰ. ਕਰਜ਼ਦਾਰ/ਸਹਿ-ਕਰਜ਼ਦਾਰ/ ਗਰੰਟਰ/ਗਿਰਵੀਕਾਰ ਦਾ ਨਾਂ 13(2) ਨੋਟਿਸ ਦੀ ਮਿਤੀ/ਬਕਾਇਆ ਰਕਮ (ਰੁ. ਵਿ.) ਕਬਜ਼ੇ ਦੀ ਮਿਤੀ/ਕਿਸਮ 1 45839430000784 1. ਸ਼੍ਰੀ ਮਿੱਠੂ (ਕਰਜ਼ਦਾਰ) 2. ਸ਼੍ਰੀਮਤੀ ਸੁਨੀਤਾ (ਸਹਿ-ਕਰਜ਼ਦਾਰ) 21.07.2025 ਰੁ. 20,23,264/- ਮਿਤੀ : 28.10.2025: [744, 890, 1013, 996]
- company-name: G N A AXLES LIMITED: [309, 608, 662, 639]
- gna-axles-ad: [237, 545, 734, 1185]
- headline: ਕਾਂਗਰਸ ਦੇ ਸਿਰ 'ਤੇ ਆਰ.ਜੇ.ਡੀ. ਦਾ 'ਕੱਟਾ': ਮੋਦੀ: [84, 114, 362, 156]
- table-row: 4 GLUD2306000002507831, ਸਤਯਮਤੀ ਦੇਵੀ, ਸੁਨੀਲ ਕੁਮਾਰ ਰੁ. 6,34,252/- 11.08.2025 ਖਸਰਾ ਨੰ. 5/3, 8/8, 12/12... 30-10-2025: [241, 1662, 731, 1724]
- possession-table: 21-05-2024 ਰੁ. 10,82,432.93/-: [928, 2012, 1400, 2073]
- place-date: Place: Mehtiana Date : Nov. 01, 2025: [246, 1153, 316, 1173]
- possession-table: ਲੜੀ ਨੰ. ਲੋਨ ਨੰ., ਕਰਜ਼ਦਾਰ/ ਸਹਿ-ਕਰਜ਼ਦਾਰ ਡਿਮਾਂਡ ਨੋਟਿਸ ਅਨੁਸਾਰ ਰਕਮ ਡਿਮਾਂਡ ਨੋਟਿਸ ਦੀ ਮਿਤੀ ਸਕਿਉਰਡ ਐਸੇਟਸ ਕਬਜ਼ਾ ਮਿਤੀ 1 GAMT2010000005071891, ਕਾਲੇਸ਼ ਕੁਮਾਰ, ਸੁਨੀਲ ਕੁਮਾਰ ਰੁ. 13,33,941/- 11.08.2025 ਜਾਇਦਾਦ ਜਿਸ ਦਾ ਮਕਾਨ ਨੰ. 3353/8, 7607/9... 30-10-2025 2 DHYP2208000002506477, ਕਾਰਜ ਕੁਮਾਰ, ਦਰਸ਼ਨਾ ਦੇਵੀ ਰੁ. 15,88,030/- 11.08.2025 ਜਾਇਦਾਦ ਨੰ. 392, ਖਾਤਾ ਨੰ. 164/236... 30-10-2025 3 SPRT2304000002581487, ਜਸਨ ਸਿੰਘ, ਪਰਮਜੀਤ ਕੌਰ ਰੁ. 12,95,230/- 11.08.2025 ਪਲਾਟ ਨੰ. 47 ਅਤੇ ਪਲਾਟ ਨੰ. 48... 30-10-2025 4 GLUD2306000002507831, ਸਤਯਮਤੀ ਦੇਵੀ, ਸੁਨੀਲ ਕੁਮਾਰ ਰੁ. 6,34,252/- 11.08.2025 ਖਸਰਾ ਨੰ. 5/3, 8/8, 12/12... 30-10-2025 5 SAMI2207000002057121 & SAMI2212000002559451, ਜਸਵੰਤ ਸਿੰਘ, ਜੋਗਿੰਦਰ ਸਿੰਘ, ਪਰਮਜੀਤ ਕੌਰ ਰੁ. 6,37,105/- & ਰੂ. 2,00,041/- 11.08.2025 1581(5-8) ਵਿਚ ਖਾਤਾ ਖਤੌਨੀ ਨੰ. 350/721... 30-10-2025: [240, 1450, 731, 1786]
- table-row: Profit Before Tax 4236.71 3749.00 7377.98 7527.09: [245, 913, 727, 926]
- address: ਰਜਿ. ਦਫ਼ਤਰ : 11ਵੀਂ ਮੰਜ਼ਿਲ, ਟਾਵਰ ਏ, ਪੈਨਿਨਸੁਲਾ ਬਿਜ਼ਨਸ ਪਾਰਕ, ਗਣਪਤਰਾਓ ਕਦਮ ਮਾਰਗ, ਲੋਅਰ ਪਰੇਲ, ਮੁੰਬਈ 400013, CIN : L65990MH1991PLC060670: [1099, 829, 1405, 847]
- notice-body: ਸ੍ਰੀ ਕੰਵਲਜੀਤ ਸਿੰਘ, ਵੈਸ ਅਫ਼ਸਰ ਦਾ/ਸੰਯੁਕਤ ਨਿਰਦੇਸ਼ਕ ਪਸ਼ੂ ਪਾਲਣ, ਪਸ਼ੂ ਸਿਹਤ ਸੰਸਥਾ, ਜਲੰਧਰ ਨੇ ਮਿਤੀ 06/09/2024 ਤੋਂ ਲਗਾਤਾਰ ਆਪਣੀ ਡਿਊਟੀ ਤੋਂ ਗੈਰ ਹਾਜ਼ਰ ਚੱਲ ਰਿਹਾ ਹੈ ਅਤੇ ਪੰਜਾਬ ਸਿਵਲ (ਪਨਿਸ਼ਮੈਂਟ ਐਂਡ ਅਪੀਲ) ਰੂਲਜ਼ 1970 ਅਧੀਨ ਸਰਕਾਰ ਸੰਯੁਕਤ ਨਿਰਦੇਸ਼ਕ ਪਸ਼ੂ ਪਾਲਣ, ਪਸ਼ੂ ਸਿਹਤ ਸੰਸਥਾ, ਜਲੰਧਰ ਦੇ ਪੱਤਰ ਨੰਬਰ 1294 ਮਿਤੀ 07/04/2025 ਰਾਹੀਂ ਚਾਰਜਸ਼ੀਟ ਜਾਰੀ ਕੀਤੀ ਗਈ ਸੀ...: [748, 1378, 1401, 1396]
- article-body: ਕਦੀ ਖ਼ਤਰਾ ਨਹੀਂ ਹੈ। ਇਹ ਸਪੱਸ਼ਟ ਨਹੀਂ ਹੈ ਕਿ ਇਸ ਘਟਨਾ ਨੇ ਰਿਹਾਇਸ਼ੀ 'ਚ ਉਤਪਾਦਨ ਨੂੰ ਪ੍ਰਭਾਵਿਤ ਕੀਤਾ ਹੈ ਜਾਂ ਨਹੀਂ। ਅਧਿਕਾਰੀਆਂ ਨੇ ਕਿਹਾ ਕਿ ਡਿਪਾਰਟਮੈਂਟ ਸਟੋਰ ਵਿਚ ਅੱਗ ਲੱਗ ਗਈ...: [704, 187, 1015, 226]
- table-row: Diluted: (INR) 7.27 6.64 12.62 13.11: [245, 827, 727, 840]
- subheadline: ਰਾਜਪਾਲਾਂ ਦਾ ਸ਼ਰੀਕ ਬਣਾ ਦਿਤੇ : ਰਵਨੀਤ ਸਿੰਘ: [1026, 319, 1211, 355]
- jana-possession-notice: ਕਬਜ਼ਾ ਨੋਟਿਸ ਸ੍ਰੀ ਕੰਵਲਜੀਤ ਸਿੰਘ, ਵੈਸ ਅਫ਼ਸਰ ਦਾ/ਸੰਯੁਕਤ ਨਿਰਦੇਸ਼ਕ ਪਸ਼ੂ ਪਾਲਣ, ਪਸ਼ੂ ਸਿਹਤ ਸੰਸਥਾ, ਜਲੰਧਰ ਨੇ ਮਿਤੀ 06/09/2024 ਤੋਂ ਲਗਾਤਾਰ ਆਪਣੀ ਡਿਊਟੀ ਤੋਂ ਗੈਰ ਹਾਜ਼ਰ ਚੱਲ ਰਿਹਾ ਹੈ ਅਤੇ ਪੰਜਾਬ ਸਿਵਲ (ਪਨਿਸ਼ਮੈਂਟ ਐਂਡ ਅਪੀਲ) ਰੂਲਜ਼ 1970 ਅਧੀਨ ਸਰਕਾਰ ਸੰਯੁਕਤ ਨਿਰਦੇਸ਼ਕ ਪਸ਼ੂ ਪਾਲਣ, ਪਸ਼ੂ ਸਿਹਤ ਸੰਸਥਾ, ਜਲੰਧਰ ਦੇ ਪੱਤਰ ਨੰਬਰ 1294 ਮਿਤੀ 07/04/2025 ਰਾਹੀਂ ਚਾਰਜਸ਼ੀਟ ਜਾਰੀ ਕੀਤੀ ਗਈ ਸੀ... ਲੜੀ ਨੰ. ਲੋਨ ਨੰ. ਕਰਜ਼ਦਾਰ/ਸਹਿ-ਕਰਜ਼ਦਾਰ/ ਗਰੰਟਰ/ਗਿਰਵੀਕਾਰ ਦਾ ਨਾਂ 13(2) ਨੋਟਿਸ ਦੀ ਮਿਤੀ/ਬਕਾਇਆ ਰਕਮ (ਰੁ. ਵਿ.) ਕਬਜ਼ੇ ਦੀ ਮਿਤੀ/ਕਿਸਮ 1 45839430000784 1. ਸ਼੍ਰੀ ਮਿੱਠੂ (ਕਰਜ਼ਦਾਰ) 2. ਸ਼੍ਰੀਮਤੀ ਸੁਨੀਤਾ (ਸਹਿ-ਕਰਜ਼ਦਾਰ) 21.07.2025 ਰੁ. 20,23,264/- ਮਿਤੀ : 28.10.2025 ਸ੍ਰੀ ਕੰਵਲਜੀਤ ਸਿੰਘ, ਵੈਸ ਅਫ਼ਸਰ ਦਾ/ਸੰਯੁਕਤ ਨਿਰਦੇਸ਼ਕ ਪਸ਼ੂ ਪਾਲਣ, ਪਸ਼ੂ ਸਿਹਤ ਸੰਸਥਾ, ਜਲੰਧਰ ਨੇ ਮਿਤੀ 06/09/2024 ਤੋਂ ਲਗਾਤਾਰ ਆਪਣੀ ਡਿਊਟੀ ਤੋਂ ਗੈਰ ਹਾਜ਼ਰ ਚੱਲ ਰਿਹਾ ਹੈ ਅਤੇ ਪੰਜਾਬ ਸਿਵਲ (ਪਨਿਸ਼ਮੈਂਟ ਐਂਡ ਅਪੀਲ) ਰੂਲਜ਼ 1970 ਅਧੀਨ ਸਰਕਾਰ ਸੰਯੁਕਤ ਨਿਰਦੇਸ਼ਕ ਪਸ਼ੂ ਪਾਲਣ, ਪਸ਼ੂ ਸਿਹਤ ਸੰਸਥਾ, ਜਲੰਧਰ ਦੇ ਪੱਤਰ ਨੰਬਰ 1294 ਮਿਤੀ 07/04/2025 ਰਾਹੀਂ ਚਾਰਜਸ਼ੀਟ ਜਾਰੀ ਕੀਤੀ ਗਈ ਸੀ... ਸਥਾਨ : ਪੰਜਾਬ ਮਿਤੀ : 03.11.2025 ਸਹੀ/-ਅਧਿਕਾਰਤ ਅਫ਼ਸਰ, ਜਨਾ ਸਮਾਲ ਫਾਈਨਾਂਸ ਬੈਂਕ ਲਿਮਿਟਿਡ ਜਨਾ ਸਮਾਲ ਫਾਈਨਾਂਸ ਬੈਂਕ ਰਜਿਸਟਰਡ ਦਫ਼ਤਰ : ਦੀ ਫੇਅਰਵੇਅ, ਗਰਾਊਂਡ ਅਤੇ ਪਹਿਲੀ ਮੰਜ਼ਿਲ, ਸਰਵੇਖਣ ਨੰ. 10/1, 11/2 ਅਤੇ 12/2ਬੀ, ਆਫ ਡੋਮਲੂਰ, ਕੋਰਮੰਗਲਾ ਇਨਰ ਰਿੰਗ ਰੋਡ, ਈਜੀਐਲ ਬਿਜਨਸ ਪਾਰਕ ਦੇ ਅੱਗੇ, ਚੱਲਾਘੱਟਾ, ਬੰਗਲੋਰ-560071, ਸ਼ਾਖਾ ਦਫ਼ਤਰ : 16/12, ਦੂਜੀ ਮੰਜ਼ਿਲ, ਡਬਲਯੂ.ਈ.ਏ. ਆਰੀਆ ਸਮਾਜ ਰੋਡ, ਕਰੋਲ ਬਾਗ, ਦਿੱਲੀ-110005: [741, 762, 1016, 1285]
- headline: ਭਗਵੰਤ ਮਾਨ ਨੇ ਸ੍ਰੀ ਮੁਕਤਸਰ ਸਾਹਿਬ 'ਚ 138.82 ਕਰੋੜ ਰੁਪਏ ਦੇ ਸੀਵਰੇਜ ਤੇ ਜਲ ਸਪਲਾਈ ਪ੍ਰਾਜੈਕਟਾਂ ਦਾ ਰਖਿਆ ਨੀਂਹ ਪੱਥਰ: [1030, 114, 1207, 187]
- address: ਕਾਰਪੋਰੇਟ ਦਫ਼ਤਰ : 425, ਉਦਯੋਗ ਵਿਹਾਰ, ਫੇਜ਼-4, ਗੁਰੂਗ੍ਰਾਮ-122015 (ਹਰਿਆਣਾ),: [425, 1232, 649, 1240]
- reference-number: 1582/12/2025-26/4635: [74, 2130, 161, 2139]
- consolidated-table: PARTICULARS Quarter Ended Half Year Ended 30/09/2025 30/09/2024 30/09/2025 30/09/2024 Unaudited Unaudited Unaudited Unaudited Revenue from operations (Including Other Income) 34832.96 36808.13 69377.57 78825.01 Profit Before Tax 4236.49 3740.05 7373.76 7524.72 Profit After Tax 3119.15 2852.73 5417.95 5628.65 Total Comprehensive Income for the period [Comprising Profit for the period (after tax) and Other Comprehensive Income] 3119.15 2852.73 5417.95 5628.65 Paid up equity share capital (Face value of INR 10 Each) 4293.08 4293.08 4293.08 4293.08 Earnings Per Share Basic: (INR) 7.27 6.64 12.62 13.11 Diluted: (INR) 7.27 6.64 12.62 13.11: [244, 686, 727, 840]
- article-column-1: [68, 110, 378, 540]
- article-body: ਚੰਡੀਗੜ੍ਹ, 2 ਨਵੰਬਰ : ਪੰਜਾਬ ਵਿਚ ਰਾਤ ਦੇ ਤਾਪਮਾਨ ਵਿਚ ਵੀ 1.6 ਡਿਗਰੀ ਦੀ ਗਿਰਾਵਟ ਆਈ ਹੈ...: [68, 980, 228, 1018]
- date: ਮਿਤੀ : 01.11.2025: [244, 1812, 319, 1821]
- standalone-table: PARTICULARS Quarter Ended Half Year Ended 30/09/2025 30/09/2024 30/09/2025 30/09/2024 Unaudited Unaudited Unaudited Unaudited Revenue from operations (Including Other Income) 34832.96 36808.13 69377.57 78825.01 Profit Before Tax 4236.71 3749.00 7377.98 7527.09 Profit After Tax 3119.37 2852.68 5422.17 5631.02 Total Comprehensive Income for the period [Comprising Profit for the period (after tax) and Other Comprehensive Income] 3119.37 2852.68 5422.17 5631.02: [244, 860, 727, 962]
- table-row: Total Comprehensive Income for the period [Comprising Profit for the period (after tax) and Other Comprehensive Income] 3119.37 2852.68 5422.17 5631.02: [245, 939, 727, 962]
- notice-body: ਜਿਵੇਂ ਕਿ ਡੀਸੀਬੀ ਬੈਂਕ ਲਿਮਿਟਿਡ ਦੇ ਹੇਠਲ ਹਸਤਾਖਰੀ ਅਧਿਕਾਰਤ ਅਫ਼ਸਰ ਨੇ ਸਕਿਉਰਿਟਾਈਜ਼ੇਸ਼ਨ ਤੇ ਰੀਕੰਸਟ੍ਰਕਸ਼ਨ ਆਫ ਫਾਈਨੈਂਸ਼ੀਅਲ ਐਸੇਟਸ ਐਂਡ ਇਨਫੋਰਸਮੈਂਟ ਆਫ ਸਕਿਉਰਿਟੀ ਇੰਟਰਸਟ (54 ਆਫ 2002) ਅਤੇ ਸਕਿਉਰਿਟੀ ਇੰਟਰਸਟ (ਇਨਫੋਰਸਮੈਂਟ) ਰੂਲਜ਼ 2002 ਦੇ ਰੂਲ 3 ਨਾਲ ਪੜ੍ਹੇ ਜਾਂਦੇ ਸੈਕਸ਼ਨ 13(12) ਅਧੀਨ ਮਿਲੀਆਂ ਸ਼ਕਤੀਆਂ ਦੀ ਵਰਤੋਂ ਕਰਦਿਆਂ...: [418, 1906, 904, 1924]
- article-body: ਕਿਹਾ, ਕੰਪਨੀਆਂ ਨਿਜੀਕਰਨ ਕਰਨ ਜਾਂ ਨੁਕਸਾਨ ਘਟਾਉਣ। ਪਟਿਆਲਾ, 2 ਨਵੰਬਰ (ਜਸਪਾਲ ਸਿੰਘ ਢਿੱਲੋਂ): ਬਿਜਲੀ ਮੰਤਰਾਲੇ ਵਲੋਂ ਰਾਜੇਗ ਐਵਾ ਵਰਨਲ ਰਾਜਾਂ ਵਿਚ ਡਿਸਟ੍ਰੀਬਿਊਸ਼ਨ ਕੰਪਨੀਆਂ ਨੂੰ ਚਿਤਾਵਨੀ ਦਿਤੀ ਗਈ ਹੈ...ਮੰਤਰਾਲਾ ਕਰਜ਼ੇ ਵਿਚ ਡੁੱਬੀਆਂ ਸਰਕਾਰੀ ਬਿਜਲੀ ਵੰਡ ਕੰਪਨੀਆਂ ਲਈ 1 ਖ਼ਰਬ ਰੁਪਏ ਤੋਂ ਵੱਧ ਦੇ ਬੇਲਆਊਟ 'ਤੇ ਵਿਚਾਰ ਕਰ ਰਿਹਾ ਹੈ।: [68, 821, 228, 926]
- shubham-logo: shubham: [240, 1195, 343, 1278]
- newspaper-brand: ਰੋਜ਼ਾਨਾ ਸਪੋਕਸਮੈਨ: [1285, 52, 1378, 71]
- article-body: ਕਿਹਾ, ਕੰਪਨੀਆਂ ਨਿਜੀਕਰਨ ਕਰਨ ਜਾਂ ਨੁਕਸਾਨ ਘਟਾਉਣ। ਪਟਿਆਲਾ, 2 ਨਵੰਬਰ (ਜਸਪਾਲ ਸਿੰਘ ਢਿੱਲੋਂ): ਬਿਜਲੀ ਮੰਤਰਾਲੇ ਵਲੋਂ ਰਾਜੇਗ ਐਵਾ ਵਰਨਲ ਰਾਜਾਂ ਵਿਚ ਡਿਸਟ੍ਰੀਬਿਊਸ਼ਨ ਕੰਪਨੀਆਂ ਨੂੰ ਚਿਤਾਵਨੀ ਦਿਤੀ ਗਈ ਹੈ...ਮੰਤਰਾਲਾ ਕਰਜ਼ੇ ਵਿਚ ਡੁੱਬੀਆਂ ਸਰਕਾਰੀ ਬਿਜਲੀ ਵੰਡ ਕੰਪਨੀਆਂ ਲਈ 1 ਖ਼ਰਬ ਰੁਪਏ ਤੋਂ ਵੱਧ ਦੇ ਬੇਲਆਊਟ 'ਤੇ ਵਿਚਾਰ ਕਰ ਰਿਹਾ ਹੈ।: [68, 1020, 228, 1125]
- asset-description: ਸਕਿਉਰਡ ਐਸੇਟਸ/ਅਚੱਲ ਜਾਇਦਾਦਾਂ ਦਾ ਵੇਰਵਾ : ਸਾਰੇ ਜ਼ਰੂਰੀ ਅਤੇ ਅਹਿਮ ਹਿੱਸੇ ਰਿਹਾਇਸ਼ੀ ਮਕਾਨ ਨੰ. 11759, ਗਲੀ ਨੰ. 01, ਮਿਣਤੀ 50 ਵ. ਗਜ਼, ਖਸਰਾ ਨੰ. 386...: [1033, 1144, 1401, 1162]
- article-body: ਨਾਲ ਸਬੰਧਤ ਧਿਮਟੀ ਕਮੇਟੀ ਮੈਂਬਰਾਂ ਨੂੰ ਦਿਤੇ ਗਏ ਹਨ। ਉਨ੍ਹਾਂ ਕਿਹਾ ਕਿ ਇਹ ਇਤਿਹਾਸ ਵਿਚ ਪਹਿਲੀ ਵਾਰ ਹੋਇਆ ਹੈ ਕਿ ਜਦੋਂ ਪੂਰਨ ਵਿਚ ਅਧਿਕਾਰ ਖ਼ੁਦ ਧਿਮਟੀ ਕਮੇਟੀ ਮੈਂਬਰਾਂ ਨੂੰ ਮਿਲੇ ਹੋਣ। ਉਨ੍ਹਾਂ ਇਹ ਸਪਸ਼ਟ ਕੀਤਾ ਗਿਆ ਹੈ ਕਿ ਪਾਰਟੀ ਦੀ ਸਮੂਹਕ ਲੀਡਰਸ਼ਿਪ ਦੀ ਭਾਵਨਾ ਹੈ ਕਿ...: [1222, 111, 1408, 189]
- article-body: ਸ੍ਰੀ ਅਕਾਲ ਤਖ਼ਤ ਸਾਹਿਬ ਸਾਹਮਣੇ ਗੁਨਾਹ ਕਬੂਲਣ ਤੇ ਤਨਖ਼ਾਹ ਭੁਗਤਣ ਤੋਂ ਬਾਅਦ ਉਸ ਨੂੰ ਮਾਫ਼ੀ ਦਿਤੀ ਗਈ ਸੀ...: [1026, 276, 1211, 315]
- property-description: ਸ੍ਰੀ ਕੰਵਲਜੀਤ ਸਿੰਘ, ਵੈਸ ਅਫ਼ਸਰ ਦਾ/ਸੰਯੁਕਤ ਨਿਰਦੇਸ਼ਕ ਪਸ਼ੂ ਪਾਲਣ, ਪਸ਼ੂ ਸਿਹਤ ਸੰਸਥਾ, ਜਲੰਧਰ ਨੇ ਮਿਤੀ 06/09/2024 ਤੋਂ ਲਗਾਤਾਰ ਆਪਣੀ ਡਿਊਟੀ ਤੋਂ ਗੈਰ ਹਾਜ਼ਰ ਚੱਲ ਰਿਹਾ ਹੈ ਅਤੇ ਪੰਜਾਬ ਸਿਵਲ (ਪਨਿਸ਼ਮੈਂਟ ਐਂਡ ਅਪੀਲ) ਰੂਲਜ਼ 1970 ਅਧੀਨ ਸਰਕਾਰ ਸੰਯੁਕਤ ਨਿਰਦੇਸ਼ਕ ਪਸ਼ੂ ਪਾਲਣ, ਪਸ਼ੂ ਸਿਹਤ ਸੰਸਥਾ, ਜਲੰਧਰ ਦੇ ਪੱਤਰ ਨੰਬਰ 1294 ਮਿਤੀ 07/04/2025 ਰਾਹੀਂ ਚਾਰਜਸ਼ੀਟ ਜਾਰੀ ਕੀਤੀ ਗਈ ਸੀ...: [748, 1000, 1009, 1038]
- bank-address: ਰਜਿਸਟਰਡ ਦਫ਼ਤਰ : ਦੀ ਫੇਅਰਵੇਅ, ਗਰਾਊਂਡ ਅਤੇ ਪਹਿਲੀ ਮੰਜ਼ਿਲ, ਸਰਵੇਖਣ ਨੰ. 10/1, 11/2 ਅਤੇ 12/2ਬੀ, ਆਫ ਡੋਮਲੂਰ, ਕੋਰਮੰਗਲਾ ਇਨਰ ਰਿੰਗ ਰੋਡ, ਈਜੀਐਲ ਬਿਜਨਸ ਪਾਰਕ ਦੇ ਅੱਗੇ, ਚੱਲਾਘੱਟਾ, ਬੰਗਲੋਰ-560071, ਸ਼ਾਖਾ ਦਫ਼ਤਰ : 16/12, ਦੂਜੀ ਮੰਜ਼ਿਲ, ਡਬਲਯੂ.ਈ.ਏ. ਆਰੀਆ ਸਮਾਜ ਰੋਡ, ਕਰੋਲ ਬਾਗ, ਦਿੱਲੀ-110005: [748, 1192, 1007, 1230]
- article-body: ਤੋਂ ਹਟਾ ਦਿਤਾ ਗਿਆ ਹੈ ਅਤੇ ਜਾਂਚ ਚੱਲ ਰਹੀ ਹੈ। ਸਿਵਲ ਏਵੀਏਸ਼ਨ ਡਾਇਰੈਕਟੋਰੇਟ ਜਨਰਲ (ਡੀ.ਜੀ.ਸੀ.ਏ.)...: [704, 111, 1015, 136]
- demand-table: ਲੜੀ ਨੰ. ਕਰਜ਼ਦਾਰ/ਸਹਿ-ਕਰਜ਼ਦਾਰ/ਗਰੰਟਰ/ ਗਿਰਵੀਕਾਰ ਦਾ ਨਾਮ ਲੋਨ ਖਾਤਾ ਨੰਬਰ ਅਤੇ ਲੋਨ ਰਕਮ ਐਨਫੋਰਸਡ ਕੀਤੀ ਜਾਣ ਵਾਲੀ ਸਕਿਉਰਿਟੀ ਦੇ ਵੇਰਵੇ ਐਨਪੀਏ ਦੀ ਮਿਤੀ ਅਤੇ ਡਿਮਾਂਡ ਨੋਟਿਸ ਦੀ ਮਿਤੀ ਬਕਾਇਆ ਰਕਮ ਰੁ. ਵਿੱਚ 1 1. ਸ਼੍ਰੀ ਕਮਲਵਿੰਦਰ ਕੌਰ (ਕਰਜ਼ਦਾਰ), 2. ਸ਼੍ਰੀਮਤੀ ਗੁਰਵਿੰਦਰ ਕੌਰ (ਸਹਿ-ਕਰਜ਼ਦਾਰ) ਲੋਨ ਖਾਤਾ ਨੰ. 45849420000184 45849430000300 45849410000082 ਲੋਨ ਰਕਮ Rs.5,00,000/- Rs.4,00,000/- Rs.5,00,000/- ਰਿਹਾਇਸ਼ੀ ਅਚੱਲ ਜਾਇਦਾਦ ਸ਼ਡਿਊਲ ਜਾਇਦਾਦ: ਅਚੱਲ ਜਾਇਦਾਦ ਰਕਬਾ 100 ਮਰਲਾ ਖਸਰਾ ਨੰ. 3637 ਮਿਨ (5-10) 3638 ਮਿਨ (2-0) 3638/2 ਮਿਨ (2-10), 3638/2 ਮਿਨ (2-0), 3617 ਮਿਨ (12-17) 3638/2 ਮਿਨ (5-0) ... ਨੰ. 4116/20917, 20919, 4093/20881 ਤੇ 20883 ਸਾਲ 2012-13... 01.10.2025 27.10.2025 ਰੁ. 12,48,380/- ਮਿਤੀ 26.10.2025 ਨੂੰ 2 1. ਸ਼੍ਰੀ ਸੰਜੀਵ ਅਹੂਜਾ (ਕਰਜ਼ਦਾਰ) 2. ਸ਼੍ਰੀਮਤੀ ਸਿਮਨਾ ਅਹੂਜਾ (ਸਹਿ-ਕਰਜ਼ਦਾਰ) ਲੋਨ ਖਾਤਾ ਨੰ. 45279430000007 ਲੋਨ ਰਕਮ Rs.31,70,000/- ਰਿਹਾਇਸ਼ੀ ਅਚੱਲ ਜਾਇਦਾਦ ... ਪ੍ਰਾਪਰਟੀ ਟੈਕਸ ਨੰ.(P11607076548, B023-00231), ਰਕਬਾ ਮਿਣਤੀ 13'6"x47'-63.3 ਵ. ਗਜ਼, ਮਕਾਨ ਨੰ. 46... 01.10.2025 22.10.2025 ਰੁ. 32,70,214/- ਮਿਤੀ 20.10.2025 ਨੂੰ 3 1. ਸ਼੍ਰੀ ਸਤਪਾਲ (ਕਰਜ਼ਦਾਰ) 2. ਸ਼੍ਰੀਮਤੀ ਰਾਣੀ (ਸਹਿ-ਕਰਜ਼ਦਾਰ) ਲੋਨ ਖਾਤਾ ਨੰ. 45839420003372 ਲੋਨ ਰਕਮ Rs.10,50,000/- ਰਿਹਾਇਸ਼ੀ ਅਚੱਲ ਜਾਇਦਾਦ ਸ਼ਡਿਊਲ ਜਾਇਦਾਦ:- ਮਕਾਨ ਨੰ. 159, ਰਕਬਾ ਮਿਣਤੀ 01 ਮਰਲਾ 27.46 ਮੁਰੱਬਾ ਫੁੱਟ ... ਖਸਰਾ ਨੰ. 17/8/1/2, 8/2/2, 8/3, 9/2, 9/1/2, 10/2, 11/1, 12/1/1, 13/1/1, 13/3/1, ਖਤੌਨੀ ਨੰ.311... 01.10.2025 24.10.2025 ਰੁ. 10,44,227/- ਮਿਤੀ 20.10.2025 ਨੂੰ: [744, 1429, 1405, 1699]
- headline: 4-5 ਨਵੰਬਰ ਨੂੰ ਮੀਂਹ ਪੈਣ ਦੀ ਸੰਭਾਵਨਾ, ਵਧੇਗੀ ਠੰਢ: [68, 931, 228, 975]
- article-body: ਨਾਲ ਸਬੰਧਤ ਧਿਮਟੀ ਕਮੇਟੀ ਮੈਂਬਰਾਂ ਨੂੰ ਦਿਤੇ ਗਏ ਹਨ। ਉਨ੍ਹਾਂ ਕਿਹਾ ਕਿ ਇਹ ਇਤਿਹਾਸ ਵਿਚ ਪਹਿਲੀ ਵਾਰ ਹੋਇਆ ਹੈ ਕਿ ਜਦੋਂ ਪੂਰਨ ਵਿਚ ਅਧਿਕਾਰ ਖ਼ੁਦ ਧਿਮਟੀ ਕਮੇਟੀ ਮੈਂਬਰਾਂ ਨੂੰ ਮਿਲੇ ਹੋਣ। ਉਨ੍ਹਾਂ ਇਹ ਸਪਸ਼ਟ ਕੀਤਾ ਗਿਆ ਹੈ ਕਿ ਪਾਰਟੀ ਦੀ ਸਮੂਹਕ ਲੀਡਰਸ਼ਿਪ ਦੀ ਭਾਵਨਾ ਹੈ ਕਿ...: [1222, 377, 1408, 456]
- notice-body: ਸ੍ਰੀ ਕੰਵਲਜੀਤ ਸਿੰਘ, ਵੈਸ ਅਫ਼ਸਰ ਦਾ/ਸੰਯੁਕਤ ਨਿਰਦੇਸ਼ਕ ਪਸ਼ੂ ਪਾਲਣ, ਪਸ਼ੂ ਸਿਹਤ ਸੰਸਥਾ, ਜਲੰਧਰ ਨੇ ਮਿਤੀ 06/09/2024 ਤੋਂ ਲਗਾਤਾਰ ਆਪਣੀ ਡਿਊਟੀ ਤੋਂ ਗੈਰ ਹਾਜ਼ਰ ਚੱਲ ਰਿਹਾ ਹੈ ਅਤੇ ਪੰਜਾਬ ਸਿਵਲ (ਪਨਿਸ਼ਮੈਂਟ ਐਂਡ ਅਪੀਲ) ਰੂਲਜ਼ 1970 ਅਧੀਨ ਸਰਕਾਰ ਸੰਯੁਕਤ ਨਿਰਦੇਸ਼ਕ ਪਸ਼ੂ ਪਾਲਣ, ਪਸ਼ੂ ਸਿਹਤ ਸੰਸਥਾ, ਜਲੰਧਰ ਦੇ ਪੱਤਰ ਨੰਬਰ 1294 ਮਿਤੀ 07/04/2025 ਰਾਹੀਂ ਚਾਰਜਸ਼ੀਟ ਜਾਰੀ ਕੀਤੀ ਗਈ ਸੀ...: [748, 799, 1009, 837]
- headline: ਏਅਰ ਇੰਡੀਆ ਦੇ ਦੋ ਪਾਇਲਟਾਂ ਨੇ ਲਾਇਸੈਂਸ ਦੀ ਮਿਆਦ ਖ਼ਤਮ ਹੋਣ ਦੇ ਬਾਵਜੂਦ ਉਡਾਏ ਜਹਾਜ਼: [400, 243, 682, 279]
- article-body: ਸ੍ਰੀ ਅਕਾਲ ਤਖ਼ਤ ਸਾਹਿਬ ਸਾਹਮਣੇ ਗੁਨਾਹ ਕਬੂਲਣ ਤੇ ਤਨਖ਼ਾਹ ਭੁਗਤਣ ਤੋਂ ਬਾਅਦ ਉਸ ਨੂੰ ਮਾਫ਼ੀ ਦਿਤੀ ਗਈ ਸੀ...: [1026, 193, 1211, 231]
- crop-mark: [1408, 2200, 1409, 2235]
- vet-public-notice: ਦਫ਼ਤਰ ਸੰਯੁਕਤ ਨਿਰਦੇਸ਼ਕ, ਪਸ਼ੂ ਪਾਲਣ, ਪਸ਼ੂ ਸਿਹਤ ਸੰਸਥਾ, ਜਲੰਧਰ (ਫੋਨ ਨੰ. 0181-2232435, ਈ-ਮੇਲ-nrdd12001@gmail.com, ਅੰਦਰ ਅਰਬਨ ਡੀ.ਡੀ.ਐਸ. ਲਾਡੋਵਾਲੀ ਰੋਡ ਜਲੰਧਰ, 144001) ਪਬਲਿਕ ਨੋਟਿਸ ਸ੍ਰੀ ਕੰਵਲਜੀਤ ਸਿੰਘ, ਵੈਸ ਅਫ਼ਸਰ ਦਾ/ਸੰਯੁਕਤ ਨਿਰਦੇਸ਼ਕ ਪਸ਼ੂ ਪਾਲਣ, ਪਸ਼ੂ ਸਿਹਤ ਸੰਸਥਾ, ਜਲੰਧਰ ਨੇ ਮਿਤੀ 06/09/2024 ਤੋਂ ਲਗਾਤਾਰ ਆਪਣੀ ਡਿਊਟੀ ਤੋਂ ਗੈਰ ਹਾਜ਼ਰ ਚੱਲ ਰਿਹਾ ਹੈ ਅਤੇ ਪੰਜਾਬ ਸਿਵਲ (ਪਨਿਸ਼ਮੈਂਟ ਐਂਡ ਅਪੀਲ) ਰੂਲਜ਼ 1970 ਅਧੀਨ ਸਰਕਾਰ ਸੰਯੁਕਤ ਨਿਰਦੇਸ਼ਕ ਪਸ਼ੂ ਪਾਲਣ, ਪਸ਼ੂ ਸਿਹਤ ਸੰਸਥਾ, ਜਲੰਧਰ ਦੇ ਪੱਤਰ ਨੰਬਰ 1294 ਮਿਤੀ 07/04/2025 ਰਾਹੀਂ ਚਾਰਜਸ਼ੀਟ ਜਾਰੀ ਕੀਤੀ ਗਈ ਸੀ... 1582/12/2025-26/4635 ਸੰਯੁਕਤ ਨਿਰਦੇਸ਼ਕ ਪਸ਼ੂ ਪਾਲਣ ਪਸ਼ੂ ਸਿਹਤ ਸੰਸਥਾ, ਜਲੰਧਰ: [68, 1835, 403, 2145]
- crop-mark: [1408, 0, 1409, 40]
- table-row: Earnings Per Share: [245, 801, 727, 814]
- bank-address: ਰਜਿਸਟਰਡ ਦਫ਼ਤਰ : ਦੀ ਫੇਅਰਵੇਅ, ਗਰਾਊਂਡ ਅਤੇ ਪਹਿਲੀ ਮੰਜ਼ਿਲ, ਸਰਵੇਖਣ ਨੰ. 10/1, 11/2 ਅਤੇ 12/2ਬੀ, ਆਫ ਡੋਮਲੂਰ, ਕੋਰਮੰਗਲਾ ਇਨਰ ਰਿੰਗ ਰੋਡ, ਬੰਗਲੋਰ-560071, ਸ਼ਾਖਾ ਦਫ਼ਤਰ : 16/12, ਦੂਜੀ ਮੰਜ਼ਿਲ, ਡਬਲਯੂ.ਈ.ਏ. ਆਰੀਆ ਸਮਾਜ ਰੋਡ, ਕਰੋਲ ਬਾਗ, ਦਿੱਲੀ-110005: [836, 1312, 1376, 1330]
- crop-mark: [8, 43, 48, 44]
- masthead: [68, 47, 1408, 74]
- table-row: Basic: (INR) 7.27 6.64 12.62 13.11: [245, 814, 727, 827]
- subheadline: ਐਸਜੀਪੀਸੀ ਪ੍ਰਧਾਨਗੀ ਦੀ ਚੋਣ ਲੜਗਾ ਪੂਰਨ ਸੁਰਜੀਤ ਭੁੱਲਾਂਦੀ ਅਕਾਲੀ ਦਲ: [1037, 403, 1200, 458]
- place: ਸਥਾਨ : ਗੁਰੂਗ੍ਰਾਮ: [244, 1800, 300, 1809]
- article-body: ਖ਼ਤਮ ਹੋਣ ਦਾ ਇੰਤਜ਼ਾਰ ਕਰਨ। ਕਾਂਗਰਸੀ ਨੇਤਾ ਰਾਹੁਲ ਗਾਂਧੀ ਜਾਂ ਤੇਜਸਵੀ ਯਾਦਵ ਦਾ ਨਾਂ ਲਏ ਬਿਨਾਂ ਪ੍ਰਧਾਨ ਮੰਤਰੀ ਨੇ ਕਿਹਾ, "ਜੰਗਲ ਰਾਜ ਦੇ ਰਾਜਕੁਮਾਰ ਇਸ ਗੱਲ ਤੋਂ ਸਾਵਧਾਨ ਹਨ ਕਿ ਦੂਜੇ 'ਯੁਵਰਾਜ' ਦੀ 'ਵੋਟਰ ਅਧਿਕਾਰ ਯਾਤਰਾ' ਉਨ੍ਹਾਂ ਦੀਆਂ ਆਪਣੀਆਂ ਸੰਭਾਵਨਾਵਾਂ ਨੂੰ ਨੁਕਸਾਨ ਪਹੁੰਚਾ ਸਕਦੀ ਹੈ। ਇਸ ਲਈ ਆਰ.ਜੇ.ਡੀ. ਨੇ ਕਾਂਗਰਸ ਦੇ ਸੂਬਾ ਪ੍ਰਧਾਨ ਦੇ ਵਿਰੁਧ ਅਪਣਾ ਉਮੀਦਵਾਰ ਖੜਾ ਕੀਤਾ ਹੈ। ਚੋਣਾਂ ਨੂੰ ਖ਼ਤਮ ਹੋਣ ਦਿਉ। ਦੋਵੇਂ ਸਹਿਯੋਗੀ ਇਕ ਦੂਜੇ ਦੇ ਸਿਰ ਤੋੜ ਦੇਣਗੇ।" ਪ੍ਰਧਾਨ ਮੰਤਰੀ ਨੇ ਕਿਹਾ, "ਇਹ 'ਮੋਦੀ ਦੀ ਗਾਰੰਟੀ' ਸੀ ਕਿ ਧਾਰਾ 370 ਨੂੰ ਖ਼ਤਮ ਕਰ ਦਿਤਾ ਜਾਵੇਗਾ ਅਤੇ ਇਹ ਹੁਣ ਹੋ ਚੁੱਕਾ ਹੈ। ਜੰਮੂ-ਕਸ਼ਮੀਰ ਵਿਚ ਹੁਣ ਭਾਰਤ ਦਾ ਸੰਵਿਧਾਨ ਲਾਗੂ ਹੈ।" ਉਨ੍ਹਾਂ ਅੱਗੇ ਕਿਹਾ, "ਅਸੀਂ ਅਤਿਵਾਦੀਆਂ ਨੂੰ ਉਨ੍ਹਾਂ ਦੇ ਘਰੇਲੂ ਮੈਦਾਨ ਵਿਚ ਮਾਰਿਆ...: [68, 161, 378, 279]
- article-column-2: [386, 110, 696, 540]
- contact: ਫੋਨ : 0124-4212530/31/32 ਈਮੇਲ : customercare@shubham.co, ਵੈੱਬਸਾਈਟ : www.shubham.co: [381, 1246, 693, 1254]
- standalone-title: HIGHLIGHTS OF UNAUDITED STANDALONE FINANCIAL RESULTS FOR THE QUARTER ENDED SEP 30, 2025: [244, 844, 727, 857]
- tata-logo: TATA: [1029, 810, 1099, 849]
- article-column-right-2: [1222, 110, 1408, 790]
- article-body: ਸ੍ਰੀ ਅਕਾਲ ਤਖ਼ਤ ਸਾਹਿਬ ਸਾਹਮਣੇ ਗੁਨਾਹ ਕਬੂਲਣ ਤੇ ਤਨਖ਼ਾਹ ਭੁਗਤਣ ਤੋਂ ਬਾਅਦ ਉਸ ਨੂੰ ਮਾਫ਼ੀ ਦਿਤੀ ਗਈ ਸੀ...: [1026, 360, 1211, 399]
- table-row: 2 DHYP2208000002506477, ਕਾਰਜ ਕੁਮਾਰ, ਦਰਸ਼ਨਾ ਦੇਵੀ ਰੁ. 15,88,030/- 11.08.2025 ਜਾਇਦਾਦ ਨੰ. 392, ਖਾਤਾ ਨੰ. 164/236... 30-10-2025: [241, 1538, 731, 1600]
- article-body: ਖ਼ਤਮ ਹੋਣ ਦਾ ਇੰਤਜ਼ਾਰ ਕਰਨ। ਕਾਂਗਰਸੀ ਨੇਤਾ ਰਾਹੁਲ ਗਾਂਧੀ ਜਾਂ ਤੇਜਸਵੀ ਯਾਦਵ ਦਾ ਨਾਂ ਲਏ ਬਿਨਾਂ ਪ੍ਰਧਾਨ ਮੰਤਰੀ ਨੇ ਕਿਹਾ, "ਜੰਗਲ ਰਾਜ ਦੇ ਰਾਜਕੁਮਾਰ ਇਸ ਗੱਲ ਤੋਂ ਸਾਵਧਾਨ ਹਨ ਕਿ ਦੂਜੇ 'ਯੁਵਰਾਜ' ਦੀ 'ਵੋਟਰ ਅਧਿਕਾਰ ਯਾਤਰਾ' ਉਨ੍ਹਾਂ ਦੀਆਂ ਆਪਣੀਆਂ ਸੰਭਾਵਨਾਵਾਂ ਨੂੰ ਨੁਕਸਾਨ ਪਹੁੰਚਾ ਸਕਦੀ ਹੈ। ਇਸ ਲਈ ਆਰ.ਜੇ.ਡੀ. ਨੇ ਕਾਂਗਰਸ ਦੇ ਸੂਬਾ ਪ੍ਰਧਾਨ ਦੇ ਵਿਰੁਧ ਅਪਣਾ ਉਮੀਦਵਾਰ ਖੜਾ ਕੀਤਾ ਹੈ। ਚੋਣਾਂ ਨੂੰ ਖ਼ਤਮ ਹੋਣ ਦਿਉ। ਦੋਵੇਂ ਸਹਿਯੋਗੀ ਇਕ ਦੂਜੇ ਦੇ ਸਿਰ ਤੋੜ ਦੇਣਗੇ।" ਪ੍ਰਧਾਨ ਮੰਤਰੀ ਨੇ ਕਿਹਾ, "ਇਹ 'ਮੋਦੀ ਦੀ ਗਾਰੰਟੀ' ਸੀ ਕਿ ਧਾਰਾ 370 ਨੂੰ ਖ਼ਤਮ ਕਰ ਦਿਤਾ ਜਾਵੇਗਾ ਅਤੇ ਇਹ ਹੁਣ ਹੋ ਚੁੱਕਾ ਹੈ। ਜੰਮੂ-ਕਸ਼ਮੀਰ ਵਿਚ ਹੁਣ ਭਾਰਤ ਦਾ ਸੰਵਿਧਾਨ ਲਾਗੂ ਹੈ।" ਉਨ੍ਹਾਂ ਅੱਗੇ ਕਿਹਾ, "ਅਸੀਂ ਅਤਿਵਾਦੀਆਂ ਨੂੰ ਉਨ੍ਹਾਂ ਦੇ ਘਰੇਲੂ ਮੈਦਾਨ ਵਿਚ ਮਾਰਿਆ...: [68, 305, 378, 424]
- qr-code-icon: [246, 554, 296, 604]
- article-column-right-1: [1026, 110, 1211, 790]
- dcb-notice-1: ਡੀਸੀਬੀ ਬੈਂਕ ਰੇ-ਸੋਰ ਦਫ਼ਤਰ, 7/56, ਡੀ.ਬੀ. ਗੁਪਤਾ ਰੋਡ, ਕਰੋਲ ਬਾਗ, ਦਿੱਲੀ-110005 DCB BANK ਕਬਜ਼ਾ ਨੋਟਿਸ ਜਿਵੇਂ ਕਿ ਡੀਸੀਬੀ ਬੈਂਕ ਲਿਮਿਟਿਡ ਦੇ ਹੇਠਲ ਹਸਤਾਖਰੀ ਅਧਿਕਾਰਤ ਅਫ਼ਸਰ ਨੇ ਸਕਿਉਰਿਟਾਈਜ਼ੇਸ਼ਨ ਤੇ ਰੀਕੰਸਟ੍ਰਕਸ਼ਨ ਆਫ ਫਾਈਨੈਂਸ਼ੀਅਲ ਐਸੇਟਸ ਐਂਡ ਇਨਫੋਰਸਮੈਂਟ ਆਫ ਸਕਿਉਰਿਟੀ ਇੰਟਰਸਟ (54 ਆਫ 2002) ਅਤੇ ਸਕਿਉਰਿਟੀ ਇੰਟਰਸਟ (ਇਨਫੋਰਸਮੈਂਟ) ਰੂਲਜ਼ 2002 ਦੇ ਰੂਲ 3 ਨਾਲ ਪੜ੍ਹੇ ਜਾਂਦੇ ਸੈਕਸ਼ਨ 13(12) ਅਧੀਨ ਮਿਲੀਆਂ ਸ਼ਕਤੀਆਂ ਦੀ ਵਰਤੋਂ ਕਰਦਿਆਂ... 15-11-2024 ਰੁ. 58,03,766/- ਮਿਤੀ : 03.11.2025 ਸਥਾਨ : ਲੁਧਿਆਣਾ, ਪੰਜਾਬ ਸਹੀ/- ਅਧਿਕਾਰਤ ਅਫ਼ਸਰ ਡੀਸੀਬੀ ਬੈਂਕ ਲਿਮਿਟਿਡ: [410, 1835, 912, 2145]
- results-note: Detailed financial results for the quarter and Half year ended Sept. 30, 2025 are available on the Company's website at www.gnaaxles.in and on the Stock Exchanges websites at www.bseindia.com and www.nseindia.com.: [244, 965, 727, 983]
- date-place: ਮਿਤੀ : 03.11.2025, ਸਥਾਨ : ਪੰਜਾਬ: [748, 1812, 865, 1821]
- article-column-left-narrow: [68, 545, 228, 1825]
- table-row: Profit After Tax 3119.37 2852.68 5422.17 5631.02: [245, 926, 727, 939]
- crop-mark: [1428, 43, 1468, 44]
- contact: (ਫੋਨ ਨੰ. 0181-2232435, ਈ-ਮੇਲ-nrdd12001@gmail.com,: [137, 1855, 334, 1864]
- bank-name: ਡੀਸੀਬੀ ਬੈਂਕ: [419, 1842, 500, 1863]
- possession-table: 10596930 TCHIN036 30001003 36973. ਸ਼੍ਰੀ ਰਾਜ ਕਿਸ਼ੋਰ (ਕਰਜ਼ਦਾਰ) ਅਤੇ ਸ਼੍ਰੀਮਤੀ ਪੂਨਮ ਦੇਵੀ (ਸਹਿ ਕਰਜ਼ਦਾਰ) ਰੁ. 11,31,005/- ਅਧੀਨ ਲੋਨ ਖਾਤਾ ਨੰ. 10596930 ਅਤੇ ਰੁ. 3,43,852 ਅਧੀਨ ਲੋਨ ਖਾਤਾ ਨੰ. TCHIN0363000100336973 ਕੁੱਲ ਰਕਮ ਰੁ. 14,74,857/- 30.10.2025: [1029, 1044, 1405, 1140]
- article-body: ਦੀ ਸਹਾਇਤਾ ਲਈ ਬਚਾਅ ਕਾਰਜ ਕੀਤੇ। ਫਲੋਦੀ ਦੇ ਸਟੇਸ਼ਨ ਹਾਊਸ ਅਫ਼ਸਰ ਅਮਨਾਰਾਮ ਨੇ ਕਿਹਾ, "ਟੱਕਰ ਏਨੀ ਜ਼ੋਰ ਦੀ ਸੀ ਕਿ ਲਾਸ਼ਾਂ ਸੀਟਾਂ ਉਤੇ ਹੀ ਫਸ ਗਈਆਂ। ਉਨ੍ਹਾਂ ਨੂੰ ਹਟਾਉਣ ਲਈ ਬਹੁਤ ਮਿਹਨਤ ਕਰਨੀ ਪਈ।" ਜੋਧਪੁਰ ਦੇ ਪੁਲਿਸ ਕਮਿਸ਼ਨਰ ਓਮ ਪ੍ਰਕਾਸ਼ ਮਥੁਰਾਦਾਸ ਮਾਥੁਰ ਅਤੇ ਸੁਪਰਡੈਂਟ ਵਿਕਾਸ ਰਾਜਪੁਰੋਹਿਤ ਨੇ ਜ਼ਖ਼ਮੀਆਂ ਦੀ ਡਾਕਟਰੀ ਦੇਖਭਾਲ...: [386, 187, 696, 239]
- table-row: Revenue from operations (Including Other Income) 34832.96 36808.13 69377.57 78825.01: [245, 900, 727, 913]
- house-logo-icon: [269, 1215, 313, 1245]
- signatory: ਸਹੀ/- ਅਧਿਕਾਰਤ ਅਫ਼ਸਰ: [1326, 1269, 1401, 1278]
- address: ਅੰਦਰ ਅਰਬਨ ਡੀ.ਡੀ.ਐਸ. ਲਾਡੋਵਾਲੀ ਰੋਡ ਜਲੰਧਰ, 144001): [149, 1866, 322, 1875]
- headline: ਜੋਧਪੁਰ ਵਿਚ ਭਾਰਤ ਮਾਲਾ ਐਕਸਪ੍ਰੈੱਸ ਵੇਅ ਉਤੇ ਭਿਆਨਕ ਹਾਦਸਾ, 18 ਮੌਤਾਂ: [393, 140, 689, 183]
- col-particulars: PARTICULARS: [245, 687, 519, 726]
